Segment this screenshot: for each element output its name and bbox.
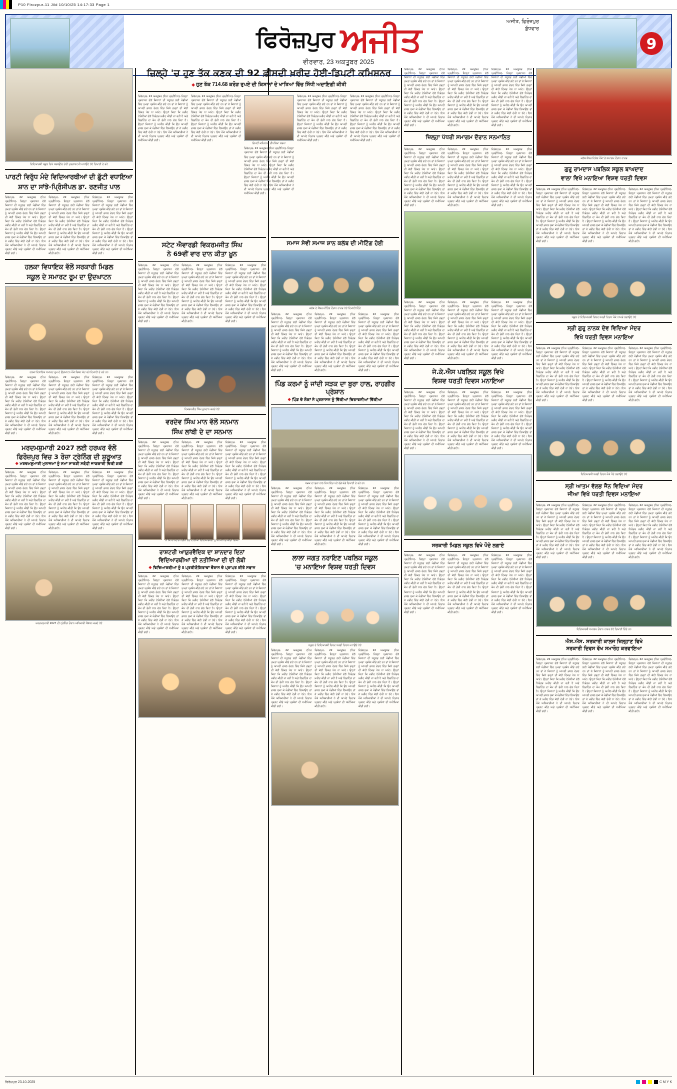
photo-blood-donation bbox=[138, 327, 266, 407]
headline-c3-1: ਸਮਾਜ ਸੇਵੀ ਸਮਾਜ ਸ਼ਾਨ ਕਲੱਬ ਦੀ ਮੀਟਿੰਗ ਹੋਈ bbox=[286, 241, 384, 247]
photo-caption: ਵਿਦਿਆਰਥੀ ਸਕੂਲ ਵਿਖੇ ਸਰਬਉੱਚ ਦੇਵੀ ਦੁਰਗਾਸ਼ਟਮੀ ਮਨਾਉਂਦੇ ਹੋਏ ਦਿਖਾਈ ਦੇ ਰਹੇ bbox=[30, 163, 108, 166]
body-text-c2-h: ਫਿਰੋਜ਼ਪੁਰ, 22 ਅਕਤੂਬਰ (ਨਿਜ ਪ੍ਰਤੀਨਿਧ)- ਜ਼ਿਲ੍ਹਾ ਪ੍ਰਸ਼ਾਸਨ ਵੱਲੋਂ ਕਿਸਾਨਾਂ ਦੀ ਸਹੂਲਤ ਲਈ ਮੰਡੀਆਂ ਵਿੱਚ ਪੁਖਤਾ ਪ੍ਰਬੰਧ ਕੀਤੇ ਗਏ ਹਨ ਤਾਂ ਜੋ ਕਿਸਾਨਾਂ ਨੂੰ ਆਪਣੀ ਫ਼ਸਲ ਵੇਚਣ ਵਿੱਚ ਕਿਸੇ ਤਰ੍ਹਾਂ ਦੀ ਕੋਈ ਦਿੱਕਤ ਪੇਸ਼ ਨਾ ਆਵੇ। ਉਨ੍ਹਾਂ ਕਿਹਾ ਕਿ ਖ਼ਰੀਦ ਏਜੰਸੀਆਂ ਵੱਲੋਂ ਨਿਰੰਤਰ ਖ਼ਰੀਦ ਕੀਤੀ ਜਾ ਰਹੀ ਹੈ ਅਤੇ ਲਿਫ਼ਟਿੰਗ ਦਾ ਕੰਮ ਵੀ ਤੇਜ਼ੀ ਨਾਲ ਚੱਲ ਰਿਹਾ ਹੈ। ਉਨ੍ਹਾਂ ਕਿਸਾਨਾਂ ਨੂੰ ਅਪੀਲ ਕੀਤੀ ਕਿ ਉਹ ਆਪਣੀ ਫ਼ਸਲ ਸੁਕਾ ਕੇ ਮੰਡੀਆਂ ਵਿੱਚ ਲਿਆਉਣ ਤਾਂ ਜੋ ਖ਼ਰੀਦ ਵਿੱਚ ਕੋਈ ਦੇਰੀ ਨਾ ਹੋਵੇ। ਇਸ ਮੌਕੇ ਅਧਿਕਾਰੀਆਂ ਨੇ ਵੀ ਆਪਣੇ ਵਿਚਾਰ ਪ੍ਰਗਟ ਕੀਤੇ ਅਤੇ ਪ੍ਰਬੰਧਾਂ ਦੀ ਸਮੀਖਿਆ ਕੀਤੀ ਗਈ। bbox=[181, 575, 223, 635]
column-rule-4 bbox=[533, 68, 534, 1075]
body-text-c4-h: ਫਿਰੋਜ਼ਪੁਰ, 22 ਅਕਤੂਬਰ (ਨਿਜ ਪ੍ਰਤੀਨਿਧ)- ਜ਼ਿਲ੍ਹਾ ਪ੍ਰਸ਼ਾਸਨ ਵੱਲੋਂ ਕਿਸਾਨਾਂ ਦੀ ਸਹੂਲਤ ਲਈ ਮੰਡੀਆਂ ਵਿੱਚ ਪੁਖਤਾ ਪ੍ਰਬੰਧ ਕੀਤੇ ਗਏ ਹਨ ਤਾਂ ਜੋ ਕਿਸਾਨਾਂ ਨੂੰ ਆਪਣੀ ਫ਼ਸਲ ਵੇਚਣ ਵਿੱਚ ਕਿਸੇ ਤਰ੍ਹਾਂ ਦੀ ਕੋਈ ਦਿੱਕਤ ਪੇਸ਼ ਨਾ ਆਵੇ। ਉਨ੍ਹਾਂ ਕਿਹਾ ਕਿ ਖ਼ਰੀਦ ਏਜੰਸੀਆਂ ਵੱਲੋਂ ਨਿਰੰਤਰ ਖ਼ਰੀਦ ਕੀਤੀ ਜਾ ਰਹੀ ਹੈ ਅਤੇ ਲਿਫ਼ਟਿੰਗ ਦਾ ਕੰਮ ਵੀ ਤੇਜ਼ੀ ਨਾਲ ਚੱਲ ਰਿਹਾ ਹੈ। ਉਨ੍ਹਾਂ ਕਿਸਾਨਾਂ ਨੂੰ ਅਪੀਲ ਕੀਤੀ ਕਿ ਉਹ ਆਪਣੀ ਫ਼ਸਲ ਸੁਕਾ ਕੇ ਮੰਡੀਆਂ ਵਿੱਚ ਲਿਆਉਣ ਤਾਂ ਜੋ ਖ਼ਰੀਦ ਵਿੱਚ ਕੋਈ ਦੇਰੀ ਨਾ ਹੋਵੇ। ਇਸ ਮੌਕੇ ਅਧਿਕਾਰੀਆਂ ਨੇ ਵੀ ਆਪਣੇ ਵਿਚਾਰ ਪ੍ਰਗਟ ਕੀਤੇ ਅਤੇ ਪ੍ਰਬੰਧਾਂ ਦੀ ਸਮੀਖਿਆ ਕੀਤੀ ਗਈ। bbox=[447, 300, 489, 360]
headline-c2-3-bullet: ◆ ਵਿਦਿਆਰਥੀਆਂ ਨੂੰ 8 ਪ੍ਰਤੀਯੋਗਿਤਾਵਾਂ ਦੌਰਾਨ ਦੇ ਪ੍ਰਾਪਤ ਕੀਤੇ ਸਥਾਨ bbox=[148, 565, 256, 571]
body-text-c3-d: ਫਿਰੋਜ਼ਪੁਰ, 22 ਅਕਤੂਬਰ (ਨਿਜ ਪ੍ਰਤੀਨਿਧ)- ਜ਼ਿਲ੍ਹਾ ਪ੍ਰਸ਼ਾਸਨ ਵੱਲੋਂ ਕਿਸਾਨਾਂ ਦੀ ਸਹੂਲਤ ਲਈ ਮੰਡੀਆਂ ਵਿੱਚ ਪੁਖਤਾ ਪ੍ਰਬੰਧ ਕੀਤੇ ਗਏ ਹਨ ਤਾਂ ਜੋ ਕਿਸਾਨਾਂ ਨੂੰ ਆਪਣੀ ਫ਼ਸਲ ਵੇਚਣ ਵਿੱਚ ਕਿਸੇ ਤਰ੍ਹਾਂ ਦੀ ਕੋਈ ਦਿੱਕਤ ਪੇਸ਼ ਨਾ ਆਵੇ। ਉਨ੍ਹਾਂ ਕਿਹਾ ਕਿ ਖ਼ਰੀਦ ਏਜੰਸੀਆਂ ਵੱਲੋਂ ਨਿਰੰਤਰ ਖ਼ਰੀਦ ਕੀਤੀ ਜਾ ਰਹੀ ਹੈ ਅਤੇ ਲਿਫ਼ਟਿੰਗ ਦਾ ਕੰਮ ਵੀ ਤੇਜ਼ੀ ਨਾਲ ਚੱਲ ਰਿਹਾ ਹੈ। ਉਨ੍ਹਾਂ ਕਿਸਾਨਾਂ ਨੂੰ ਅਪੀਲ ਕੀਤੀ ਕਿ ਉਹ ਆਪਣੀ ਫ਼ਸਲ ਸੁਕਾ ਕੇ ਮੰਡੀਆਂ ਵਿੱਚ ਲਿਆਉਣ ਤਾਂ ਜੋ ਖ਼ਰੀਦ ਵਿੱਚ ਕੋਈ ਦੇਰੀ ਨਾ ਹੋਵੇ। ਇਸ ਮੌਕੇ ਅਧਿਕਾਰੀਆਂ ਨੇ ਵੀ ਆਪਣੇ ਵਿਚਾਰ ਪ੍ਰਗਟ ਕੀਤੇ ਅਤੇ ਪ੍ਰਬੰਧਾਂ ਦੀ ਸਮੀਖਿਆ ਕੀਤੀ ਗਈ। bbox=[271, 486, 312, 547]
column-rule-1 bbox=[135, 68, 136, 1075]
body-text-c5-e: ਫਿਰੋਜ਼ਪੁਰ, 22 ਅਕਤੂਬਰ (ਨਿਜ ਪ੍ਰਤੀਨਿਧ)- ਜ਼ਿਲ੍ਹਾ ਪ੍ਰਸ਼ਾਸਨ ਵੱਲੋਂ ਕਿਸਾਨਾਂ ਦੀ ਸਹੂਲਤ ਲਈ ਮੰਡੀਆਂ ਵਿੱਚ ਪੁਖਤਾ ਪ੍ਰਬੰਧ ਕੀਤੇ ਗਏ ਹਨ ਤਾਂ ਜੋ ਕਿਸਾਨਾਂ ਨੂੰ ਆਪਣੀ ਫ਼ਸਲ ਵੇਚਣ ਵਿੱਚ ਕਿਸੇ ਤਰ੍ਹਾਂ ਦੀ ਕੋਈ ਦਿੱਕਤ ਪੇਸ਼ ਨਾ ਆਵੇ। ਉਨ੍ਹਾਂ ਕਿਹਾ ਕਿ ਖ਼ਰੀਦ ਏਜੰਸੀਆਂ ਵੱਲੋਂ ਨਿਰੰਤਰ ਖ਼ਰੀਦ ਕੀਤੀ ਜਾ ਰਹੀ ਹੈ ਅਤੇ ਲਿਫ਼ਟਿੰਗ ਦਾ ਕੰਮ ਵੀ ਤੇਜ਼ੀ ਨਾਲ ਚੱਲ ਰਿਹਾ ਹੈ। ਉਨ੍ਹਾਂ ਕਿਸਾਨਾਂ ਨੂੰ ਅਪੀਲ ਕੀਤੀ ਕਿ ਉਹ ਆਪਣੀ ਫ਼ਸਲ ਸੁਕਾ ਕੇ ਮੰਡੀਆਂ ਵਿੱਚ ਲਿਆਉਣ ਤਾਂ ਜੋ ਖ਼ਰੀਦ ਵਿੱਚ ਕੋਈ ਦੇਰੀ ਨਾ ਹੋਵੇ। ਇਸ ਮੌਕੇ ਅਧਿਕਾਰੀਆਂ ਨੇ ਵੀ ਆਪਣੇ ਵਿਚਾਰ ਪ੍ਰਗਟ ਕੀਤੇ ਅਤੇ ਪ੍ਰਬੰਧਾਂ ਦੀ ਸਮੀਖਿਆ ਕੀਤੀ ਗਈ। bbox=[582, 347, 626, 403]
headline-c5-2b: ਵਿਖੇ ਧਰਤੀ ਦਿਵਸ ਮਨਾਇਆ bbox=[574, 334, 634, 341]
body-text-c2-f: ਫਿਰੋਜ਼ਪੁਰ, 22 ਅਕਤੂਬਰ (ਨਿਜ ਪ੍ਰਤੀਨਿਧ)- ਜ਼ਿਲ੍ਹਾ ਪ੍ਰਸ਼ਾਸਨ ਵੱਲੋਂ ਕਿਸਾਨਾਂ ਦੀ ਸਹੂਲਤ ਲਈ ਮੰਡੀਆਂ ਵਿੱਚ ਪੁਖਤਾ ਪ੍ਰਬੰਧ ਕੀਤੇ ਗਏ ਹਨ ਤਾਂ ਜੋ ਕਿਸਾਨਾਂ ਨੂੰ ਆਪਣੀ ਫ਼ਸਲ ਵੇਚਣ ਵਿੱਚ ਕਿਸੇ ਤਰ੍ਹਾਂ ਦੀ ਕੋਈ ਦਿੱਕਤ ਪੇਸ਼ ਨਾ ਆਵੇ। ਉਨ੍ਹਾਂ ਕਿਹਾ ਕਿ ਖ਼ਰੀਦ ਏਜੰਸੀਆਂ ਵੱਲੋਂ ਨਿਰੰਤਰ ਖ਼ਰੀਦ ਕੀਤੀ ਜਾ ਰਹੀ ਹੈ ਅਤੇ ਲਿਫ਼ਟਿੰਗ ਦਾ ਕੰਮ ਵੀ ਤੇਜ਼ੀ ਨਾਲ ਚੱਲ ਰਿਹਾ ਹੈ। ਉਨ੍ਹਾਂ ਕਿਸਾਨਾਂ ਨੂੰ ਅਪੀਲ ਕੀਤੀ ਕਿ ਉਹ ਆਪਣੀ ਫ਼ਸਲ ਸੁਕਾ ਕੇ ਮੰਡੀਆਂ ਵਿੱਚ ਲਿਆਉਣ ਤਾਂ ਜੋ ਖ਼ਰੀਦ ਵਿੱਚ ਕੋਈ ਦੇਰੀ ਨਾ ਹੋਵੇ। ਇਸ ਮੌਕੇ ਅਧਿਕਾਰੀਆਂ ਨੇ ਵੀ ਆਪਣੇ ਵਿਚਾਰ ਪ੍ਰਗਟ ਕੀਤੇ ਅਤੇ ਪ੍ਰਬੰਧਾਂ ਦੀ ਸਮੀਖਿਆ ਕੀਤੀ ਗਈ। bbox=[225, 440, 266, 501]
body-text-c2-d: ਫਿਰੋਜ਼ਪੁਰ, 22 ਅਕਤੂਬਰ (ਨਿਜ ਪ੍ਰਤੀਨਿਧ)- ਜ਼ਿਲ੍ਹਾ ਪ੍ਰਸ਼ਾਸਨ ਵੱਲੋਂ ਕਿਸਾਨਾਂ ਦੀ ਸਹੂਲਤ ਲਈ ਮੰਡੀਆਂ ਵਿੱਚ ਪੁਖਤਾ ਪ੍ਰਬੰਧ ਕੀਤੇ ਗਏ ਹਨ ਤਾਂ ਜੋ ਕਿਸਾਨਾਂ ਨੂੰ ਆਪਣੀ ਫ਼ਸਲ ਵੇਚਣ ਵਿੱਚ ਕਿਸੇ ਤਰ੍ਹਾਂ ਦੀ ਕੋਈ ਦਿੱਕਤ ਪੇਸ਼ ਨਾ ਆਵੇ। ਉਨ੍ਹਾਂ ਕਿਹਾ ਕਿ ਖ਼ਰੀਦ ਏਜੰਸੀਆਂ ਵੱਲੋਂ ਨਿਰੰਤਰ ਖ਼ਰੀਦ ਕੀਤੀ ਜਾ ਰਹੀ ਹੈ ਅਤੇ ਲਿਫ਼ਟਿੰਗ ਦਾ ਕੰਮ ਵੀ ਤੇਜ਼ੀ ਨਾਲ ਚੱਲ ਰਿਹਾ ਹੈ। ਉਨ੍ਹਾਂ ਕਿਸਾਨਾਂ ਨੂੰ ਅਪੀਲ ਕੀਤੀ ਕਿ ਉਹ ਆਪਣੀ ਫ਼ਸਲ ਸੁਕਾ ਕੇ ਮੰਡੀਆਂ ਵਿੱਚ ਲਿਆਉਣ ਤਾਂ ਜੋ ਖ਼ਰੀਦ ਵਿੱਚ ਕੋਈ ਦੇਰੀ ਨਾ ਹੋਵੇ। ਇਸ ਮੌਕੇ ਅਧਿਕਾਰੀਆਂ ਨੇ ਵੀ ਆਪਣੇ ਵਿਚਾਰ ਪ੍ਰਗਟ ਕੀਤੇ ਅਤੇ ਪ੍ਰਬੰਧਾਂ ਦੀ ਸਮੀਖਿਆ ਕੀਤੀ ਗਈ। bbox=[138, 440, 179, 501]
headline-c1-2b: ਸਕੂਲ ਦੇ ਸਮਾਰਟ ਰੂਮ ਦਾ ਉਦਘਾਟਨ bbox=[26, 272, 112, 281]
body-text-c2-i: ਫਿਰੋਜ਼ਪੁਰ, 22 ਅਕਤੂਬਰ (ਨਿਜ ਪ੍ਰਤੀਨਿਧ)- ਜ਼ਿਲ੍ਹਾ ਪ੍ਰਸ਼ਾਸਨ ਵੱਲੋਂ ਕਿਸਾਨਾਂ ਦੀ ਸਹੂਲਤ ਲਈ ਮੰਡੀਆਂ ਵਿੱਚ ਪੁਖਤਾ ਪ੍ਰਬੰਧ ਕੀਤੇ ਗਏ ਹਨ ਤਾਂ ਜੋ ਕਿਸਾਨਾਂ ਨੂੰ ਆਪਣੀ ਫ਼ਸਲ ਵੇਚਣ ਵਿੱਚ ਕਿਸੇ ਤਰ੍ਹਾਂ ਦੀ ਕੋਈ ਦਿੱਕਤ ਪੇਸ਼ ਨਾ ਆਵੇ। ਉਨ੍ਹਾਂ ਕਿਹਾ ਕਿ ਖ਼ਰੀਦ ਏਜੰਸੀਆਂ ਵੱਲੋਂ ਨਿਰੰਤਰ ਖ਼ਰੀਦ ਕੀਤੀ ਜਾ ਰਹੀ ਹੈ ਅਤੇ ਲਿਫ਼ਟਿੰਗ ਦਾ ਕੰਮ ਵੀ ਤੇਜ਼ੀ ਨਾਲ ਚੱਲ ਰਿਹਾ ਹੈ। ਉਨ੍ਹਾਂ ਕਿਸਾਨਾਂ ਨੂੰ ਅਪੀਲ ਕੀਤੀ ਕਿ ਉਹ ਆਪਣੀ ਫ਼ਸਲ ਸੁਕਾ ਕੇ ਮੰਡੀਆਂ ਵਿੱਚ ਲਿਆਉਣ ਤਾਂ ਜੋ ਖ਼ਰੀਦ ਵਿੱਚ ਕੋਈ ਦੇਰੀ ਨਾ ਹੋਵੇ। ਇਸ ਮੌਕੇ ਅਧਿਕਾਰੀਆਂ ਨੇ ਵੀ ਆਪਣੇ ਵਿਚਾਰ ਪ੍ਰਗਟ ਕੀਤੇ ਅਤੇ ਪ੍ਰਬੰਧਾਂ ਦੀ ਸਮੀਖਿਆ ਕੀਤੀ ਗਈ। bbox=[225, 575, 266, 635]
body-text-c2-a: ਫਿਰੋਜ਼ਪੁਰ, 22 ਅਕਤੂਬਰ (ਨਿਜ ਪ੍ਰਤੀਨਿਧ)- ਜ਼ਿਲ੍ਹਾ ਪ੍ਰਸ਼ਾਸਨ ਵੱਲੋਂ ਕਿਸਾਨਾਂ ਦੀ ਸਹੂਲਤ ਲਈ ਮੰਡੀਆਂ ਵਿੱਚ ਪੁਖਤਾ ਪ੍ਰਬੰਧ ਕੀਤੇ ਗਏ ਹਨ ਤਾਂ ਜੋ ਕਿਸਾਨਾਂ ਨੂੰ ਆਪਣੀ ਫ਼ਸਲ ਵੇਚਣ ਵਿੱਚ ਕਿਸੇ ਤਰ੍ਹਾਂ ਦੀ ਕੋਈ ਦਿੱਕਤ ਪੇਸ਼ ਨਾ ਆਵੇ। ਉਨ੍ਹਾਂ ਕਿਹਾ ਕਿ ਖ਼ਰੀਦ ਏਜੰਸੀਆਂ ਵੱਲੋਂ ਨਿਰੰਤਰ ਖ਼ਰੀਦ ਕੀਤੀ ਜਾ ਰਹੀ ਹੈ ਅਤੇ ਲਿਫ਼ਟਿੰਗ ਦਾ ਕੰਮ ਵੀ ਤੇਜ਼ੀ ਨਾਲ ਚੱਲ ਰਿਹਾ ਹੈ। ਉਨ੍ਹਾਂ ਕਿਸਾਨਾਂ ਨੂੰ ਅਪੀਲ ਕੀਤੀ ਕਿ ਉਹ ਆਪਣੀ ਫ਼ਸਲ ਸੁਕਾ ਕੇ ਮੰਡੀਆਂ ਵਿੱਚ ਲਿਆਉਣ ਤਾਂ ਜੋ ਖ਼ਰੀਦ ਵਿੱਚ ਕੋਈ ਦੇਰੀ ਨਾ ਹੋਵੇ। ਇਸ ਮੌਕੇ ਅਧਿਕਾਰੀਆਂ ਨੇ ਵੀ ਆਪਣੇ ਵਿਚਾਰ ਪ੍ਰਗਟ ਕੀਤੇ ਅਤੇ ਪ੍ਰਬੰਧਾਂ ਦੀ ਸਮੀਖਿਆ ਕੀਤੀ ਗਈ। bbox=[138, 263, 179, 323]
lead-text-d: ਫਿਰੋਜ਼ਪੁਰ, 22 ਅਕਤੂਬਰ (ਨਿਜ ਪ੍ਰਤੀਨਿਧ)- ਜ਼ਿਲ੍ਹਾ ਪ੍ਰਸ਼ਾਸਨ ਵੱਲੋਂ ਕਿਸਾਨਾਂ ਦੀ ਸਹੂਲਤ ਲਈ ਮੰਡੀਆਂ ਵਿੱਚ ਪੁਖਤਾ ਪ੍ਰਬੰਧ ਕੀਤੇ ਗਏ ਹਨ ਤਾਂ ਜੋ ਕਿਸਾਨਾਂ ਨੂੰ ਆਪਣੀ ਫ਼ਸਲ ਵੇਚਣ ਵਿੱਚ ਕਿਸੇ ਤਰ੍ਹਾਂ ਦੀ ਕੋਈ ਦਿੱਕਤ ਪੇਸ਼ ਨਾ ਆਵੇ। ਉਨ੍ਹਾਂ ਕਿਹਾ ਕਿ ਖ਼ਰੀਦ ਏਜੰਸੀਆਂ ਵੱਲੋਂ ਨਿਰੰਤਰ ਖ਼ਰੀਦ ਕੀਤੀ ਜਾ ਰਹੀ ਹੈ ਅਤੇ ਲਿਫ਼ਟਿੰਗ ਦਾ ਕੰਮ ਵੀ ਤੇਜ਼ੀ ਨਾਲ ਚੱਲ ਰਿਹਾ ਹੈ। ਉਨ੍ਹਾਂ ਕਿਸਾਨਾਂ ਨੂੰ ਅਪੀਲ ਕੀਤੀ ਕਿ ਉਹ ਆਪਣੀ ਫ਼ਸਲ ਸੁਕਾ ਕੇ ਮੰਡੀਆਂ ਵਿੱਚ ਲਿਆਉਣ ਤਾਂ ਜੋ ਖ਼ਰੀਦ ਵਿੱਚ ਕੋਈ ਦੇਰੀ ਨਾ ਹੋਵੇ। ਇਸ ਮੌਕੇ ਅਧਿਕਾਰੀਆਂ ਨੇ ਵੀ ਆਪਣੇ ਵਿਚਾਰ ਪ੍ਰਗਟ ਕੀਤੇ ਅਤੇ ਪ੍ਰਬੰਧਾਂ ਦੀ ਸਮੀਖਿਆ ਕੀਤੀ ਗਈ। bbox=[297, 95, 347, 143]
headline-c1-3-bullet: ◆ ਮਰਦਮਸ਼ੁਮਾਰੀ ਮੁਲਾਜ਼ਮਾਂ ਨੂੰ ਸਮਾਂ ਸਾਰਣੀ ਸਬੰਧੀ ਜਾਣਕਾਰੀ ਦਿਤੀ ਗਈ bbox=[15, 461, 123, 467]
lead-headline: ਜ਼ਿਲ੍ਹੇ 'ਚ ਹੁਣ ਤੱਕ ਕਣਕ ਦੀ 92 ਫ਼ੀਸਦੀ ਖ਼ਰੀਦ ਹੋਈ-ਡਿਪਟੀ ਕਮਿਸ਼ਨਰ bbox=[146, 68, 392, 79]
masthead-center bbox=[124, 15, 553, 75]
column-3 bbox=[271, 234, 399, 1075]
photo-row-honoured-students bbox=[138, 504, 266, 538]
lead-subhead: ◆ ਹੁਣ ਤੱਕ 714.68 ਕਰੋੜ ਰੁਪਏ ਦੀ ਕਿਸਾਨਾਂ ਦੇ ਖਾਤਿਆਂ ਵਿੱਚ ਸਿੱਧੀ ਅਦਾਇਗੀ ਕੀਤੀ bbox=[191, 81, 347, 88]
body-text-c5-i: ਫਿਰੋਜ਼ਪੁਰ, 22 ਅਕਤੂਬਰ (ਨਿਜ ਪ੍ਰਤੀਨਿਧ)- ਜ਼ਿਲ੍ਹਾ ਪ੍ਰਸ਼ਾਸਨ ਵੱਲੋਂ ਕਿਸਾਨਾਂ ਦੀ ਸਹੂਲਤ ਲਈ ਮੰਡੀਆਂ ਵਿੱਚ ਪੁਖਤਾ ਪ੍ਰਬੰਧ ਕੀਤੇ ਗਏ ਹਨ ਤਾਂ ਜੋ ਕਿਸਾਨਾਂ ਨੂੰ ਆਪਣੀ ਫ਼ਸਲ ਵੇਚਣ ਵਿੱਚ ਕਿਸੇ ਤਰ੍ਹਾਂ ਦੀ ਕੋਈ ਦਿੱਕਤ ਪੇਸ਼ ਨਾ ਆਵੇ। ਉਨ੍ਹਾਂ ਕਿਹਾ ਕਿ ਖ਼ਰੀਦ ਏਜੰਸੀਆਂ ਵੱਲੋਂ ਨਿਰੰਤਰ ਖ਼ਰੀਦ ਕੀਤੀ ਜਾ ਰਹੀ ਹੈ ਅਤੇ ਲਿਫ਼ਟਿੰਗ ਦਾ ਕੰਮ ਵੀ ਤੇਜ਼ੀ ਨਾਲ ਚੱਲ ਰਿਹਾ ਹੈ। ਉਨ੍ਹਾਂ ਕਿਸਾਨਾਂ ਨੂੰ ਅਪੀਲ ਕੀਤੀ ਕਿ ਉਹ ਆਪਣੀ ਫ਼ਸਲ ਸੁਕਾ ਕੇ ਮੰਡੀਆਂ ਵਿੱਚ ਲਿਆਉਣ ਤਾਂ ਜੋ ਖ਼ਰੀਦ ਵਿੱਚ ਕੋਈ ਦੇਰੀ ਨਾ ਹੋਵੇ। ਇਸ ਮੌਕੇ ਅਧਿਕਾਰੀਆਂ ਨੇ ਵੀ ਆਪਣੇ ਵਿਚਾਰ ਪ੍ਰਗਟ ਕੀਤੇ ਅਤੇ ਪ੍ਰਬੰਧਾਂ ਦੀ ਸਮੀਖਿਆ ਕੀਤੀ ਗਈ। bbox=[628, 504, 672, 560]
photo-caption: ਮਰਦਮਸ਼ੁਮਾਰੀ 2027 ਦੀ ਟ੍ਰੇਨਿੰਗ ਦੌਰਾਨ ਅਧਿਕਾਰੀ ਸੰਬੋਧਨ ਕਰਦੇ ਹੋਏ bbox=[35, 622, 103, 626]
headline-c5-1b: ਵਾਲਾ ਵਿਖੇ ਮਨਾਇਆ ਵਿਸ਼ਵ ਧਰਤੀ ਦਿਵਸ bbox=[560, 175, 648, 182]
body-text-c5-c: ਫਿਰੋਜ਼ਪੁਰ, 22 ਅਕਤੂਬਰ (ਨਿਜ ਪ੍ਰਤੀਨਿਧ)- ਜ਼ਿਲ੍ਹਾ ਪ੍ਰਸ਼ਾਸਨ ਵੱਲੋਂ ਕਿਸਾਨਾਂ ਦੀ ਸਹੂਲਤ ਲਈ ਮੰਡੀਆਂ ਵਿੱਚ ਪੁਖਤਾ ਪ੍ਰਬੰਧ ਕੀਤੇ ਗਏ ਹਨ ਤਾਂ ਜੋ ਕਿਸਾਨਾਂ ਨੂੰ ਆਪਣੀ ਫ਼ਸਲ ਵੇਚਣ ਵਿੱਚ ਕਿਸੇ ਤਰ੍ਹਾਂ ਦੀ ਕੋਈ ਦਿੱਕਤ ਪੇਸ਼ ਨਾ ਆਵੇ। ਉਨ੍ਹਾਂ ਕਿਹਾ ਕਿ ਖ਼ਰੀਦ ਏਜੰਸੀਆਂ ਵੱਲੋਂ ਨਿਰੰਤਰ ਖ਼ਰੀਦ ਕੀਤੀ ਜਾ ਰਹੀ ਹੈ ਅਤੇ ਲਿਫ਼ਟਿੰਗ ਦਾ ਕੰਮ ਵੀ ਤੇਜ਼ੀ ਨਾਲ ਚੱਲ ਰਿਹਾ ਹੈ। ਉਨ੍ਹਾਂ ਕਿਸਾਨਾਂ ਨੂੰ ਅਪੀਲ ਕੀਤੀ ਕਿ ਉਹ ਆਪਣੀ ਫ਼ਸਲ ਸੁਕਾ ਕੇ ਮੰਡੀਆਂ ਵਿੱਚ ਲਿਆਉਣ ਤਾਂ ਜੋ ਖ਼ਰੀਦ ਵਿੱਚ ਕੋਈ ਦੇਰੀ ਨਾ ਹੋਵੇ। ਇਸ ਮੌਕੇ ਅਧਿਕਾਰੀਆਂ ਨੇ ਵੀ ਆਪਣੇ ਵਿਚਾਰ ਪ੍ਰਗਟ ਕੀਤੇ ਅਤੇ ਪ੍ਰਬੰਧਾਂ ਦੀ ਸਮੀਖਿਆ ਕੀਤੀ ਗਈ। bbox=[628, 187, 672, 244]
body-text-c1-a: ਫਿਰੋਜ਼ਪੁਰ, 22 ਅਕਤੂਬਰ (ਨਿਜ ਪ੍ਰਤੀਨਿਧ)- ਜ਼ਿਲ੍ਹਾ ਪ੍ਰਸ਼ਾਸਨ ਵੱਲੋਂ ਕਿਸਾਨਾਂ ਦੀ ਸਹੂਲਤ ਲਈ ਮੰਡੀਆਂ ਵਿੱਚ ਪੁਖਤਾ ਪ੍ਰਬੰਧ ਕੀਤੇ ਗਏ ਹਨ ਤਾਂ ਜੋ ਕਿਸਾਨਾਂ ਨੂੰ ਆਪਣੀ ਫ਼ਸਲ ਵੇਚਣ ਵਿੱਚ ਕਿਸੇ ਤਰ੍ਹਾਂ ਦੀ ਕੋਈ ਦਿੱਕਤ ਪੇਸ਼ ਨਾ ਆਵੇ। ਉਨ੍ਹਾਂ ਕਿਹਾ ਕਿ ਖ਼ਰੀਦ ਏਜੰਸੀਆਂ ਵੱਲੋਂ ਨਿਰੰਤਰ ਖ਼ਰੀਦ ਕੀਤੀ ਜਾ ਰਹੀ ਹੈ ਅਤੇ ਲਿਫ਼ਟਿੰਗ ਦਾ ਕੰਮ ਵੀ ਤੇਜ਼ੀ ਨਾਲ ਚੱਲ ਰਿਹਾ ਹੈ। ਉਨ੍ਹਾਂ ਕਿਸਾਨਾਂ ਨੂੰ ਅਪੀਲ ਕੀਤੀ ਕਿ ਉਹ ਆਪਣੀ ਫ਼ਸਲ ਸੁਕਾ ਕੇ ਮੰਡੀਆਂ ਵਿੱਚ ਲਿਆਉਣ ਤਾਂ ਜੋ ਖ਼ਰੀਦ ਵਿੱਚ ਕੋਈ ਦੇਰੀ ਨਾ ਹੋਵੇ। ਇਸ ਮੌਕੇ ਅਧਿਕਾਰੀਆਂ ਨੇ ਵੀ ਆਪਣੇ ਵਿਚਾਰ ਪ੍ਰਗਟ ਕੀਤੇ ਅਤੇ ਪ੍ਰਬੰਧਾਂ ਦੀ ਸਮੀਖਿਆ ਕੀਤੀ ਗਈ। bbox=[5, 196, 46, 256]
body-text-c4-b: ਫਿਰੋਜ਼ਪੁਰ, 22 ਅਕਤੂਬਰ (ਨਿਜ ਪ੍ਰਤੀਨਿਧ)- ਜ਼ਿਲ੍ਹਾ ਪ੍ਰਸ਼ਾਸਨ ਵੱਲੋਂ ਕਿਸਾਨਾਂ ਦੀ ਸਹੂਲਤ ਲਈ ਮੰਡੀਆਂ ਵਿੱਚ ਪੁਖਤਾ ਪ੍ਰਬੰਧ ਕੀਤੇ ਗਏ ਹਨ ਤਾਂ ਜੋ ਕਿਸਾਨਾਂ ਨੂੰ ਆਪਣੀ ਫ਼ਸਲ ਵੇਚਣ ਵਿੱਚ ਕਿਸੇ ਤਰ੍ਹਾਂ ਦੀ ਕੋਈ ਦਿੱਕਤ ਪੇਸ਼ ਨਾ ਆਵੇ। ਉਨ੍ਹਾਂ ਕਿਹਾ ਕਿ ਖ਼ਰੀਦ ਏਜੰਸੀਆਂ ਵੱਲੋਂ ਨਿਰੰਤਰ ਖ਼ਰੀਦ ਕੀਤੀ ਜਾ ਰਹੀ ਹੈ ਅਤੇ ਲਿਫ਼ਟਿੰਗ ਦਾ ਕੰਮ ਵੀ ਤੇਜ਼ੀ ਨਾਲ ਚੱਲ ਰਿਹਾ ਹੈ। ਉਨ੍ਹਾਂ ਕਿਸਾਨਾਂ ਨੂੰ ਅਪੀਲ ਕੀਤੀ ਕਿ ਉਹ ਆਪਣੀ ਫ਼ਸਲ ਸੁਕਾ ਕੇ ਮੰਡੀਆਂ ਵਿੱਚ ਲਿਆਉਣ ਤਾਂ ਜੋ ਖ਼ਰੀਦ ਵਿੱਚ ਕੋਈ ਦੇਰੀ ਨਾ ਹੋਵੇ। ਇਸ ਮੌਕੇ ਅਧਿਕਾਰੀਆਂ ਨੇ ਵੀ ਆਪਣੇ ਵਿਚਾਰ ਪ੍ਰਗਟ ਕੀਤੇ ਅਤੇ ਪ੍ਰਬੰਧਾਂ ਦੀ ਸਮੀਖਿਆ ਕੀਤੀ ਗਈ। bbox=[447, 68, 489, 128]
headline-c2-1b: ਨੇ 69ਵੀਂ ਵਾਰ ਦਾਨ ਕੀਤਾ ਖ਼ੂਨ bbox=[166, 250, 238, 259]
masthead-photo-right bbox=[577, 18, 637, 72]
body-text-c5-g: ਫਿਰੋਜ਼ਪੁਰ, 22 ਅਕਤੂਬਰ (ਨਿਜ ਪ੍ਰਤੀਨਿਧ)- ਜ਼ਿਲ੍ਹਾ ਪ੍ਰਸ਼ਾਸਨ ਵੱਲੋਂ ਕਿਸਾਨਾਂ ਦੀ ਸਹੂਲਤ ਲਈ ਮੰਡੀਆਂ ਵਿੱਚ ਪੁਖਤਾ ਪ੍ਰਬੰਧ ਕੀਤੇ ਗਏ ਹਨ ਤਾਂ ਜੋ ਕਿਸਾਨਾਂ ਨੂੰ ਆਪਣੀ ਫ਼ਸਲ ਵੇਚਣ ਵਿੱਚ ਕਿਸੇ ਤਰ੍ਹਾਂ ਦੀ ਕੋਈ ਦਿੱਕਤ ਪੇਸ਼ ਨਾ ਆਵੇ। ਉਨ੍ਹਾਂ ਕਿਹਾ ਕਿ ਖ਼ਰੀਦ ਏਜੰਸੀਆਂ ਵੱਲੋਂ ਨਿਰੰਤਰ ਖ਼ਰੀਦ ਕੀਤੀ ਜਾ ਰਹੀ ਹੈ ਅਤੇ ਲਿਫ਼ਟਿੰਗ ਦਾ ਕੰਮ ਵੀ ਤੇਜ਼ੀ ਨਾਲ ਚੱਲ ਰਿਹਾ ਹੈ। ਉਨ੍ਹਾਂ ਕਿਸਾਨਾਂ ਨੂੰ ਅਪੀਲ ਕੀਤੀ ਕਿ ਉਹ ਆਪਣੀ ਫ਼ਸਲ ਸੁਕਾ ਕੇ ਮੰਡੀਆਂ ਵਿੱਚ ਲਿਆਉਣ ਤਾਂ ਜੋ ਖ਼ਰੀਦ ਵਿੱਚ ਕੋਈ ਦੇਰੀ ਨਾ ਹੋਵੇ। ਇਸ ਮੌਕੇ ਅਧਿਕਾਰੀਆਂ ਨੇ ਵੀ ਆਪਣੇ ਵਿਚਾਰ ਪ੍ਰਗਟ ਕੀਤੇ ਅਤੇ ਪ੍ਰਬੰਧਾਂ ਦੀ ਸਮੀਖਿਆ ਕੀਤੀ ਗਈ। bbox=[536, 504, 580, 560]
body-text-c5-d: ਫਿਰੋਜ਼ਪੁਰ, 22 ਅਕਤੂਬਰ (ਨਿਜ ਪ੍ਰਤੀਨਿਧ)- ਜ਼ਿਲ੍ਹਾ ਪ੍ਰਸ਼ਾਸਨ ਵੱਲੋਂ ਕਿਸਾਨਾਂ ਦੀ ਸਹੂਲਤ ਲਈ ਮੰਡੀਆਂ ਵਿੱਚ ਪੁਖਤਾ ਪ੍ਰਬੰਧ ਕੀਤੇ ਗਏ ਹਨ ਤਾਂ ਜੋ ਕਿਸਾਨਾਂ ਨੂੰ ਆਪਣੀ ਫ਼ਸਲ ਵੇਚਣ ਵਿੱਚ ਕਿਸੇ ਤਰ੍ਹਾਂ ਦੀ ਕੋਈ ਦਿੱਕਤ ਪੇਸ਼ ਨਾ ਆਵੇ। ਉਨ੍ਹਾਂ ਕਿਹਾ ਕਿ ਖ਼ਰੀਦ ਏਜੰਸੀਆਂ ਵੱਲੋਂ ਨਿਰੰਤਰ ਖ਼ਰੀਦ ਕੀਤੀ ਜਾ ਰਹੀ ਹੈ ਅਤੇ ਲਿਫ਼ਟਿੰਗ ਦਾ ਕੰਮ ਵੀ ਤੇਜ਼ੀ ਨਾਲ ਚੱਲ ਰਿਹਾ ਹੈ। ਉਨ੍ਹਾਂ ਕਿਸਾਨਾਂ ਨੂੰ ਅਪੀਲ ਕੀਤੀ ਕਿ ਉਹ ਆਪਣੀ ਫ਼ਸਲ ਸੁਕਾ ਕੇ ਮੰਡੀਆਂ ਵਿੱਚ ਲਿਆਉਣ ਤਾਂ ਜੋ ਖ਼ਰੀਦ ਵਿੱਚ ਕੋਈ ਦੇਰੀ ਨਾ ਹੋਵੇ। ਇਸ ਮੌਕੇ ਅਧਿਕਾਰੀਆਂ ਨੇ ਵੀ ਆਪਣੇ ਵਿਚਾਰ ਪ੍ਰਗਟ ਕੀਤੇ ਅਤੇ ਪ੍ਰਬੰਧਾਂ ਦੀ ਸਮੀਖਿਆ ਕੀਤੀ ਗਈ। bbox=[536, 347, 580, 403]
body-text-c3-h: ਫਿਰੋਜ਼ਪੁਰ, 22 ਅਕਤੂਬਰ (ਨਿਜ ਪ੍ਰਤੀਨਿਧ)- ਜ਼ਿਲ੍ਹਾ ਪ੍ਰਸ਼ਾਸਨ ਵੱਲੋਂ ਕਿਸਾਨਾਂ ਦੀ ਸਹੂਲਤ ਲਈ ਮੰਡੀਆਂ ਵਿੱਚ ਪੁਖਤਾ ਪ੍ਰਬੰਧ ਕੀਤੇ ਗਏ ਹਨ ਤਾਂ ਜੋ ਕਿਸਾਨਾਂ ਨੂੰ ਆਪਣੀ ਫ਼ਸਲ ਵੇਚਣ ਵਿੱਚ ਕਿਸੇ ਤਰ੍ਹਾਂ ਦੀ ਕੋਈ ਦਿੱਕਤ ਪੇਸ਼ ਨਾ ਆਵੇ। ਉਨ੍ਹਾਂ ਕਿਹਾ ਕਿ ਖ਼ਰੀਦ ਏਜੰਸੀਆਂ ਵੱਲੋਂ ਨਿਰੰਤਰ ਖ਼ਰੀਦ ਕੀਤੀ ਜਾ ਰਹੀ ਹੈ ਅਤੇ ਲਿਫ਼ਟਿੰਗ ਦਾ ਕੰਮ ਵੀ ਤੇਜ਼ੀ ਨਾਲ ਚੱਲ ਰਿਹਾ ਹੈ। ਉਨ੍ਹਾਂ ਕਿਸਾਨਾਂ ਨੂੰ ਅਪੀਲ ਕੀਤੀ ਕਿ ਉਹ ਆਪਣੀ ਫ਼ਸਲ ਸੁਕਾ ਕੇ ਮੰਡੀਆਂ ਵਿੱਚ ਲਿਆਉਣ ਤਾਂ ਜੋ ਖ਼ਰੀਦ ਵਿੱਚ ਕੋਈ ਦੇਰੀ ਨਾ ਹੋਵੇ। ਇਸ ਮੌਕੇ ਅਧਿਕਾਰੀਆਂ ਨੇ ਵੀ ਆਪਣੇ ਵਿਚਾਰ ਪ੍ਰਗਟ ਕੀਤੇ ਅਤੇ ਪ੍ਰਬੰਧਾਂ ਦੀ ਸਮੀਖਿਆ ਕੀਤੀ ਗਈ। bbox=[314, 649, 356, 709]
photo-caption: ਕਲੱਬ ਮੈਂਬਰ ਵਿਸ਼ੇਸ਼ ਮੌਕੇ 'ਤੇ ਸਮਾਗਮ ਦੌਰਾਨ ਹਾਜ਼ਰ bbox=[580, 157, 628, 160]
photo-caption: ਹਲਕਾ ਵਿਧਾਇਕ ਸਮਾਰਟ ਰੂਮ ਦੇ ਉਦਘਾਟਨ ਮੌਕੇ ਰਿਬਨ ਕੱਟ ਰਹੇ ਦਿਖਾਈ ਦੇ ਰਹੇ ਹਨ bbox=[29, 370, 109, 374]
body-text-c1-g: ਫਿਰੋਜ਼ਪੁਰ, 22 ਅਕਤੂਬਰ (ਨਿਜ ਪ੍ਰਤੀਨਿਧ)- ਜ਼ਿਲ੍ਹਾ ਪ੍ਰਸ਼ਾਸਨ ਵੱਲੋਂ ਕਿਸਾਨਾਂ ਦੀ ਸਹੂਲਤ ਲਈ ਮੰਡੀਆਂ ਵਿੱਚ ਪੁਖਤਾ ਪ੍ਰਬੰਧ ਕੀਤੇ ਗਏ ਹਨ ਤਾਂ ਜੋ ਕਿਸਾਨਾਂ ਨੂੰ ਆਪਣੀ ਫ਼ਸਲ ਵੇਚਣ ਵਿੱਚ ਕਿਸੇ ਤਰ੍ਹਾਂ ਦੀ ਕੋਈ ਦਿੱਕਤ ਪੇਸ਼ ਨਾ ਆਵੇ। ਉਨ੍ਹਾਂ ਕਿਹਾ ਕਿ ਖ਼ਰੀਦ ਏਜੰਸੀਆਂ ਵੱਲੋਂ ਨਿਰੰਤਰ ਖ਼ਰੀਦ ਕੀਤੀ ਜਾ ਰਹੀ ਹੈ ਅਤੇ ਲਿਫ਼ਟਿੰਗ ਦਾ ਕੰਮ ਵੀ ਤੇਜ਼ੀ ਨਾਲ ਚੱਲ ਰਿਹਾ ਹੈ। ਉਨ੍ਹਾਂ ਕਿਸਾਨਾਂ ਨੂੰ ਅਪੀਲ ਕੀਤੀ ਕਿ ਉਹ ਆਪਣੀ ਫ਼ਸਲ ਸੁਕਾ ਕੇ ਮੰਡੀਆਂ ਵਿੱਚ ਲਿਆਉਣ ਤਾਂ ਜੋ ਖ਼ਰੀਦ ਵਿੱਚ ਕੋਈ ਦੇਰੀ ਨਾ ਹੋਵੇ। ਇਸ ਮੌਕੇ ਅਧਿਕਾਰੀਆਂ ਨੇ ਵੀ ਆਪਣੇ ਵਿਚਾਰ ਪ੍ਰਗਟ ਕੀਤੇ ਅਤੇ ਪ੍ਰਬੰਧਾਂ ਦੀ ਸਮੀਖਿਆ ਕੀਤੀ ਗਈ। bbox=[5, 471, 46, 531]
masthead-edition-line: ਅਜੀਤ, ਫਿਰੋਜ਼ਪੁਰ ਬੁੱਧਵਾਰ bbox=[506, 19, 539, 32]
body-text-c3-c: ਫਿਰੋਜ਼ਪੁਰ, 22 ਅਕਤੂਬਰ (ਨਿਜ ਪ੍ਰਤੀਨਿਧ)- ਜ਼ਿਲ੍ਹਾ ਪ੍ਰਸ਼ਾਸਨ ਵੱਲੋਂ ਕਿਸਾਨਾਂ ਦੀ ਸਹੂਲਤ ਲਈ ਮੰਡੀਆਂ ਵਿੱਚ ਪੁਖਤਾ ਪ੍ਰਬੰਧ ਕੀਤੇ ਗਏ ਹਨ ਤਾਂ ਜੋ ਕਿਸਾਨਾਂ ਨੂੰ ਆਪਣੀ ਫ਼ਸਲ ਵੇਚਣ ਵਿੱਚ ਕਿਸੇ ਤਰ੍ਹਾਂ ਦੀ ਕੋਈ ਦਿੱਕਤ ਪੇਸ਼ ਨਾ ਆਵੇ। ਉਨ੍ਹਾਂ ਕਿਹਾ ਕਿ ਖ਼ਰੀਦ ਏਜੰਸੀਆਂ ਵੱਲੋਂ ਨਿਰੰਤਰ ਖ਼ਰੀਦ ਕੀਤੀ ਜਾ ਰਹੀ ਹੈ ਅਤੇ ਲਿਫ਼ਟਿੰਗ ਦਾ ਕੰਮ ਵੀ ਤੇਜ਼ੀ ਨਾਲ ਚੱਲ ਰਿਹਾ ਹੈ। ਉਨ੍ਹਾਂ ਕਿਸਾਨਾਂ ਨੂੰ ਅਪੀਲ ਕੀਤੀ ਕਿ ਉਹ ਆਪਣੀ ਫ਼ਸਲ ਸੁਕਾ ਕੇ ਮੰਡੀਆਂ ਵਿੱਚ ਲਿਆਉਣ ਤਾਂ ਜੋ ਖ਼ਰੀਦ ਵਿੱਚ ਕੋਈ ਦੇਰੀ ਨਾ ਹੋਵੇ। ਇਸ ਮੌਕੇ ਅਧਿਕਾਰੀਆਂ ਨੇ ਵੀ ਆਪਣੇ ਵਿਚਾਰ ਪ੍ਰਗਟ ਕੀਤੇ ਅਤੇ ਪ੍ਰਬੰਧਾਂ ਦੀ ਸਮੀਖਿਆ ਕੀਤੀ ਗਈ। bbox=[358, 312, 399, 372]
masthead-date: ਵੀਰਵਾਰ, 23 ਅਕਤੂਬਰ 2025 bbox=[302, 59, 375, 66]
body-text-c5-a: ਫਿਰੋਜ਼ਪੁਰ, 22 ਅਕਤੂਬਰ (ਨਿਜ ਪ੍ਰਤੀਨਿਧ)- ਜ਼ਿਲ੍ਹਾ ਪ੍ਰਸ਼ਾਸਨ ਵੱਲੋਂ ਕਿਸਾਨਾਂ ਦੀ ਸਹੂਲਤ ਲਈ ਮੰਡੀਆਂ ਵਿੱਚ ਪੁਖਤਾ ਪ੍ਰਬੰਧ ਕੀਤੇ ਗਏ ਹਨ ਤਾਂ ਜੋ ਕਿਸਾਨਾਂ ਨੂੰ ਆਪਣੀ ਫ਼ਸਲ ਵੇਚਣ ਵਿੱਚ ਕਿਸੇ ਤਰ੍ਹਾਂ ਦੀ ਕੋਈ ਦਿੱਕਤ ਪੇਸ਼ ਨਾ ਆਵੇ। ਉਨ੍ਹਾਂ ਕਿਹਾ ਕਿ ਖ਼ਰੀਦ ਏਜੰਸੀਆਂ ਵੱਲੋਂ ਨਿਰੰਤਰ ਖ਼ਰੀਦ ਕੀਤੀ ਜਾ ਰਹੀ ਹੈ ਅਤੇ ਲਿਫ਼ਟਿੰਗ ਦਾ ਕੰਮ ਵੀ ਤੇਜ਼ੀ ਨਾਲ ਚੱਲ ਰਿਹਾ ਹੈ। ਉਨ੍ਹਾਂ ਕਿਸਾਨਾਂ ਨੂੰ ਅਪੀਲ ਕੀਤੀ ਕਿ ਉਹ ਆਪਣੀ ਫ਼ਸਲ ਸੁਕਾ ਕੇ ਮੰਡੀਆਂ ਵਿੱਚ ਲਿਆਉਣ ਤਾਂ ਜੋ ਖ਼ਰੀਦ ਵਿੱਚ ਕੋਈ ਦੇਰੀ ਨਾ ਹੋਵੇ। ਇਸ ਮੌਕੇ ਅਧਿਕਾਰੀਆਂ ਨੇ ਵੀ ਆਪਣੇ ਵਿਚਾਰ ਪ੍ਰਗਟ ਕੀਤੇ ਅਤੇ ਪ੍ਰਬੰਧਾਂ ਦੀ ਸਮੀਖਿਆ ਕੀਤੀ ਗਈ। bbox=[536, 187, 580, 244]
body-text-c4-m: ਫਿਰੋਜ਼ਪੁਰ, 22 ਅਕਤੂਬਰ (ਨਿਜ ਪ੍ਰਤੀਨਿਧ)- ਜ਼ਿਲ੍ਹਾ ਪ੍ਰਸ਼ਾਸਨ ਵੱਲੋਂ ਕਿਸਾਨਾਂ ਦੀ ਸਹੂਲਤ ਲਈ ਮੰਡੀਆਂ ਵਿੱਚ ਪੁਖਤਾ ਪ੍ਰਬੰਧ ਕੀਤੇ ਗਏ ਹਨ ਤਾਂ ਜੋ ਕਿਸਾਨਾਂ ਨੂੰ ਆਪਣੀ ਫ਼ਸਲ ਵੇਚਣ ਵਿੱਚ ਕਿਸੇ ਤਰ੍ਹਾਂ ਦੀ ਕੋਈ ਦਿੱਕਤ ਪੇਸ਼ ਨਾ ਆਵੇ। ਉਨ੍ਹਾਂ ਕਿਹਾ ਕਿ ਖ਼ਰੀਦ ਏਜੰਸੀਆਂ ਵੱਲੋਂ ਨਿਰੰਤਰ ਖ਼ਰੀਦ ਕੀਤੀ ਜਾ ਰਹੀ ਹੈ ਅਤੇ ਲਿਫ਼ਟਿੰਗ ਦਾ ਕੰਮ ਵੀ ਤੇਜ਼ੀ ਨਾਲ ਚੱਲ ਰਿਹਾ ਹੈ। ਉਨ੍ਹਾਂ ਕਿਸਾਨਾਂ ਨੂੰ ਅਪੀਲ ਕੀਤੀ ਕਿ ਉਹ ਆਪਣੀ ਫ਼ਸਲ ਸੁਕਾ ਕੇ ਮੰਡੀਆਂ ਵਿੱਚ ਲਿਆਉਣ ਤਾਂ ਜੋ ਖ਼ਰੀਦ ਵਿੱਚ ਕੋਈ ਦੇਰੀ ਨਾ ਹੋਵੇ। ਇਸ ਮੌਕੇ ਅਧਿਕਾਰੀਆਂ ਨੇ ਵੀ ਆਪਣੇ ਵਿਚਾਰ ਪ੍ਰਗਟ ਕੀਤੇ ਅਤੇ ਪ੍ਰਬੰਧਾਂ ਦੀ ਸਮੀਖਿਆ ਕੀਤੀ ਗਈ। bbox=[404, 554, 445, 614]
headline-c3-3b: 'ਚ ਮਨਾਇਆ ਵਿਸ਼ਵ ਧਰਤੀ ਦਿਵਸ bbox=[294, 563, 376, 572]
body-text-c4-o: ਫਿਰੋਜ਼ਪੁਰ, 22 ਅਕਤੂਬਰ (ਨਿਜ ਪ੍ਰਤੀਨਿਧ)- ਜ਼ਿਲ੍ਹਾ ਪ੍ਰਸ਼ਾਸਨ ਵੱਲੋਂ ਕਿਸਾਨਾਂ ਦੀ ਸਹੂਲਤ ਲਈ ਮੰਡੀਆਂ ਵਿੱਚ ਪੁਖਤਾ ਪ੍ਰਬੰਧ ਕੀਤੇ ਗਏ ਹਨ ਤਾਂ ਜੋ ਕਿਸਾਨਾਂ ਨੂੰ ਆਪਣੀ ਫ਼ਸਲ ਵੇਚਣ ਵਿੱਚ ਕਿਸੇ ਤਰ੍ਹਾਂ ਦੀ ਕੋਈ ਦਿੱਕਤ ਪੇਸ਼ ਨਾ ਆਵੇ। ਉਨ੍ਹਾਂ ਕਿਹਾ ਕਿ ਖ਼ਰੀਦ ਏਜੰਸੀਆਂ ਵੱਲੋਂ ਨਿਰੰਤਰ ਖ਼ਰੀਦ ਕੀਤੀ ਜਾ ਰਹੀ ਹੈ ਅਤੇ ਲਿਫ਼ਟਿੰਗ ਦਾ ਕੰਮ ਵੀ ਤੇਜ਼ੀ ਨਾਲ ਚੱਲ ਰਿਹਾ ਹੈ। ਉਨ੍ਹਾਂ ਕਿਸਾਨਾਂ ਨੂੰ ਅਪੀਲ ਕੀਤੀ ਕਿ ਉਹ ਆਪਣੀ ਫ਼ਸਲ ਸੁਕਾ ਕੇ ਮੰਡੀਆਂ ਵਿੱਚ ਲਿਆਉਣ ਤਾਂ ਜੋ ਖ਼ਰੀਦ ਵਿੱਚ ਕੋਈ ਦੇਰੀ ਨਾ ਹੋਵੇ। ਇਸ ਮੌਕੇ ਅਧਿਕਾਰੀਆਂ ਨੇ ਵੀ ਆਪਣੇ ਵਿਚਾਰ ਪ੍ਰਗਟ ਕੀਤੇ ਅਤੇ ਪ੍ਰਬੰਧਾਂ ਦੀ ਸਮੀਖਿਆ ਕੀਤੀ ਗਈ। bbox=[491, 554, 532, 614]
lead-text-a: ਫਿਰੋਜ਼ਪੁਰ, 22 ਅਕਤੂਬਰ (ਨਿਜ ਪ੍ਰਤੀਨਿਧ)- ਜ਼ਿਲ੍ਹਾ ਪ੍ਰਸ਼ਾਸਨ ਵੱਲੋਂ ਕਿਸਾਨਾਂ ਦੀ ਸਹੂਲਤ ਲਈ ਮੰਡੀਆਂ ਵਿੱਚ ਪੁਖਤਾ ਪ੍ਰਬੰਧ ਕੀਤੇ ਗਏ ਹਨ ਤਾਂ ਜੋ ਕਿਸਾਨਾਂ ਨੂੰ ਆਪਣੀ ਫ਼ਸਲ ਵੇਚਣ ਵਿੱਚ ਕਿਸੇ ਤਰ੍ਹਾਂ ਦੀ ਕੋਈ ਦਿੱਕਤ ਪੇਸ਼ ਨਾ ਆਵੇ। ਉਨ੍ਹਾਂ ਕਿਹਾ ਕਿ ਖ਼ਰੀਦ ਏਜੰਸੀਆਂ ਵੱਲੋਂ ਨਿਰੰਤਰ ਖ਼ਰੀਦ ਕੀਤੀ ਜਾ ਰਹੀ ਹੈ ਅਤੇ ਲਿਫ਼ਟਿੰਗ ਦਾ ਕੰਮ ਵੀ ਤੇਜ਼ੀ ਨਾਲ ਚੱਲ ਰਿਹਾ ਹੈ। ਉਨ੍ਹਾਂ ਕਿਸਾਨਾਂ ਨੂੰ ਅਪੀਲ ਕੀਤੀ ਕਿ ਉਹ ਆਪਣੀ ਫ਼ਸਲ ਸੁਕਾ ਕੇ ਮੰਡੀਆਂ ਵਿੱਚ ਲਿਆਉਣ ਤਾਂ ਜੋ ਖ਼ਰੀਦ ਵਿੱਚ ਕੋਈ ਦੇਰੀ ਨਾ ਹੋਵੇ। ਇਸ ਮੌਕੇ ਅਧਿਕਾਰੀਆਂ ਨੇ ਵੀ ਆਪਣੇ ਵਿਚਾਰ ਪ੍ਰਗਟ ਕੀਤੇ ਅਤੇ ਪ੍ਰਬੰਧਾਂ ਦੀ ਸਮੀਖਿਆ ਕੀਤੀ ਗਈ। bbox=[138, 95, 188, 143]
photo-jain-vidya-mandir bbox=[536, 563, 672, 627]
photo-caption: ਸਕੂਲ ਦੇ ਵਿਦਿਆਰਥੀ ਵਿਸ਼ਵ ਧਰਤੀ ਦਿਵਸ ਮਨਾਉਂਦੇ ਹੋਏ bbox=[308, 643, 362, 647]
body-text-c3-g: ਫਿਰੋਜ਼ਪੁਰ, 22 ਅਕਤੂਬਰ (ਨਿਜ ਪ੍ਰਤੀਨਿਧ)- ਜ਼ਿਲ੍ਹਾ ਪ੍ਰਸ਼ਾਸਨ ਵੱਲੋਂ ਕਿਸਾਨਾਂ ਦੀ ਸਹੂਲਤ ਲਈ ਮੰਡੀਆਂ ਵਿੱਚ ਪੁਖਤਾ ਪ੍ਰਬੰਧ ਕੀਤੇ ਗਏ ਹਨ ਤਾਂ ਜੋ ਕਿਸਾਨਾਂ ਨੂੰ ਆਪਣੀ ਫ਼ਸਲ ਵੇਚਣ ਵਿੱਚ ਕਿਸੇ ਤਰ੍ਹਾਂ ਦੀ ਕੋਈ ਦਿੱਕਤ ਪੇਸ਼ ਨਾ ਆਵੇ। ਉਨ੍ਹਾਂ ਕਿਹਾ ਕਿ ਖ਼ਰੀਦ ਏਜੰਸੀਆਂ ਵੱਲੋਂ ਨਿਰੰਤਰ ਖ਼ਰੀਦ ਕੀਤੀ ਜਾ ਰਹੀ ਹੈ ਅਤੇ ਲਿਫ਼ਟਿੰਗ ਦਾ ਕੰਮ ਵੀ ਤੇਜ਼ੀ ਨਾਲ ਚੱਲ ਰਿਹਾ ਹੈ। ਉਨ੍ਹਾਂ ਕਿਸਾਨਾਂ ਨੂੰ ਅਪੀਲ ਕੀਤੀ ਕਿ ਉਹ ਆਪਣੀ ਫ਼ਸਲ ਸੁਕਾ ਕੇ ਮੰਡੀਆਂ ਵਿੱਚ ਲਿਆਉਣ ਤਾਂ ਜੋ ਖ਼ਰੀਦ ਵਿੱਚ ਕੋਈ ਦੇਰੀ ਨਾ ਹੋਵੇ। ਇਸ ਮੌਕੇ ਅਧਿਕਾਰੀਆਂ ਨੇ ਵੀ ਆਪਣੇ ਵਿਚਾਰ ਪ੍ਰਗਟ ਕੀਤੇ ਅਤੇ ਪ੍ਰਬੰਧਾਂ ਦੀ ਸਮੀਖਿਆ ਕੀਤੀ ਗਈ। bbox=[271, 649, 312, 709]
headline-c5-1: ਗੁਰੂ ਰਾਮਦਾਸ ਪਬਲਿਕ ਸਕੂਲ ਬਾਘਦਾਦ bbox=[564, 167, 644, 174]
photo-caption: ਜੋ ਕਿ ਸ਼ਾਨਦਾਰ ਨਤੀਜੇ ਦੇਣ ਵਾਲੀਆਂ ਵਿਦਿਆਰਥਣਾਂ ਨੂੰ ਸਨਮਾਨਿਤ ਕੀਤਾ ਗਿਆ bbox=[165, 539, 239, 543]
body-text-c2-b: ਫਿਰੋਜ਼ਪੁਰ, 22 ਅਕਤੂਬਰ (ਨਿਜ ਪ੍ਰਤੀਨਿਧ)- ਜ਼ਿਲ੍ਹਾ ਪ੍ਰਸ਼ਾਸਨ ਵੱਲੋਂ ਕਿਸਾਨਾਂ ਦੀ ਸਹੂਲਤ ਲਈ ਮੰਡੀਆਂ ਵਿੱਚ ਪੁਖਤਾ ਪ੍ਰਬੰਧ ਕੀਤੇ ਗਏ ਹਨ ਤਾਂ ਜੋ ਕਿਸਾਨਾਂ ਨੂੰ ਆਪਣੀ ਫ਼ਸਲ ਵੇਚਣ ਵਿੱਚ ਕਿਸੇ ਤਰ੍ਹਾਂ ਦੀ ਕੋਈ ਦਿੱਕਤ ਪੇਸ਼ ਨਾ ਆਵੇ। ਉਨ੍ਹਾਂ ਕਿਹਾ ਕਿ ਖ਼ਰੀਦ ਏਜੰਸੀਆਂ ਵੱਲੋਂ ਨਿਰੰਤਰ ਖ਼ਰੀਦ ਕੀਤੀ ਜਾ ਰਹੀ ਹੈ ਅਤੇ ਲਿਫ਼ਟਿੰਗ ਦਾ ਕੰਮ ਵੀ ਤੇਜ਼ੀ ਨਾਲ ਚੱਲ ਰਿਹਾ ਹੈ। ਉਨ੍ਹਾਂ ਕਿਸਾਨਾਂ ਨੂੰ ਅਪੀਲ ਕੀਤੀ ਕਿ ਉਹ ਆਪਣੀ ਫ਼ਸਲ ਸੁਕਾ ਕੇ ਮੰਡੀਆਂ ਵਿੱਚ ਲਿਆਉਣ ਤਾਂ ਜੋ ਖ਼ਰੀਦ ਵਿੱਚ ਕੋਈ ਦੇਰੀ ਨਾ ਹੋਵੇ। ਇਸ ਮੌਕੇ ਅਧਿਕਾਰੀਆਂ ਨੇ ਵੀ ਆਪਣੇ ਵਿਚਾਰ ਪ੍ਰਗਟ ਕੀਤੇ ਅਤੇ ਪ੍ਰਬੰਧਾਂ ਦੀ ਸਮੀਖਿਆ ਕੀਤੀ ਗਈ। bbox=[181, 263, 223, 323]
student-portrait bbox=[242, 504, 266, 540]
page-body bbox=[5, 68, 672, 1075]
body-text-c5-f: ਫਿਰੋਜ਼ਪੁਰ, 22 ਅਕਤੂਬਰ (ਨਿਜ ਪ੍ਰਤੀਨਿਧ)- ਜ਼ਿਲ੍ਹਾ ਪ੍ਰਸ਼ਾਸਨ ਵੱਲੋਂ ਕਿਸਾਨਾਂ ਦੀ ਸਹੂਲਤ ਲਈ ਮੰਡੀਆਂ ਵਿੱਚ ਪੁਖਤਾ ਪ੍ਰਬੰਧ ਕੀਤੇ ਗਏ ਹਨ ਤਾਂ ਜੋ ਕਿਸਾਨਾਂ ਨੂੰ ਆਪਣੀ ਫ਼ਸਲ ਵੇਚਣ ਵਿੱਚ ਕਿਸੇ ਤਰ੍ਹਾਂ ਦੀ ਕੋਈ ਦਿੱਕਤ ਪੇਸ਼ ਨਾ ਆਵੇ। ਉਨ੍ਹਾਂ ਕਿਹਾ ਕਿ ਖ਼ਰੀਦ ਏਜੰਸੀਆਂ ਵੱਲੋਂ ਨਿਰੰਤਰ ਖ਼ਰੀਦ ਕੀਤੀ ਜਾ ਰਹੀ ਹੈ ਅਤੇ ਲਿਫ਼ਟਿੰਗ ਦਾ ਕੰਮ ਵੀ ਤੇਜ਼ੀ ਨਾਲ ਚੱਲ ਰਿਹਾ ਹੈ। ਉਨ੍ਹਾਂ ਕਿਸਾਨਾਂ ਨੂੰ ਅਪੀਲ ਕੀਤੀ ਕਿ ਉਹ ਆਪਣੀ ਫ਼ਸਲ ਸੁਕਾ ਕੇ ਮੰਡੀਆਂ ਵਿੱਚ ਲਿਆਉਣ ਤਾਂ ਜੋ ਖ਼ਰੀਦ ਵਿੱਚ ਕੋਈ ਦੇਰੀ ਨਾ ਹੋਵੇ। ਇਸ ਮੌਕੇ ਅਧਿਕਾਰੀਆਂ ਨੇ ਵੀ ਆਪਣੇ ਵਿਚਾਰ ਪ੍ਰਗਟ ਕੀਤੇ ਅਤੇ ਪ੍ਰਬੰਧਾਂ ਦੀ ਸਮੀਖਿਆ ਕੀਤੀ ਗਈ। bbox=[628, 347, 672, 403]
photo-caption: ਸਕੂਲ ਦੇ ਵਿਦਿਆਰਥੀ ਵਿਸ਼ਵ ਧਰਤੀ ਦਿਵਸ ਮੌਕੇ ਨਾਅਰੇ ਲਗਾਉਂਦੇ ਹੋਏ bbox=[571, 316, 637, 320]
body-text-c1-h: ਫਿਰੋਜ਼ਪੁਰ, 22 ਅਕਤੂਬਰ (ਨਿਜ ਪ੍ਰਤੀਨਿਧ)- ਜ਼ਿਲ੍ਹਾ ਪ੍ਰਸ਼ਾਸਨ ਵੱਲੋਂ ਕਿਸਾਨਾਂ ਦੀ ਸਹੂਲਤ ਲਈ ਮੰਡੀਆਂ ਵਿੱਚ ਪੁਖਤਾ ਪ੍ਰਬੰਧ ਕੀਤੇ ਗਏ ਹਨ ਤਾਂ ਜੋ ਕਿਸਾਨਾਂ ਨੂੰ ਆਪਣੀ ਫ਼ਸਲ ਵੇਚਣ ਵਿੱਚ ਕਿਸੇ ਤਰ੍ਹਾਂ ਦੀ ਕੋਈ ਦਿੱਕਤ ਪੇਸ਼ ਨਾ ਆਵੇ। ਉਨ੍ਹਾਂ ਕਿਹਾ ਕਿ ਖ਼ਰੀਦ ਏਜੰਸੀਆਂ ਵੱਲੋਂ ਨਿਰੰਤਰ ਖ਼ਰੀਦ ਕੀਤੀ ਜਾ ਰਹੀ ਹੈ ਅਤੇ ਲਿਫ਼ਟਿੰਗ ਦਾ ਕੰਮ ਵੀ ਤੇਜ਼ੀ ਨਾਲ ਚੱਲ ਰਿਹਾ ਹੈ। ਉਨ੍ਹਾਂ ਕਿਸਾਨਾਂ ਨੂੰ ਅਪੀਲ ਕੀਤੀ ਕਿ ਉਹ ਆਪਣੀ ਫ਼ਸਲ ਸੁਕਾ ਕੇ ਮੰਡੀਆਂ ਵਿੱਚ ਲਿਆਉਣ ਤਾਂ ਜੋ ਖ਼ਰੀਦ ਵਿੱਚ ਕੋਈ ਦੇਰੀ ਨਾ ਹੋਵੇ। ਇਸ ਮੌਕੇ ਅਧਿਕਾਰੀਆਂ ਨੇ ਵੀ ਆਪਣੇ ਵਿਚਾਰ ਪ੍ਰਗਟ ਕੀਤੇ ਅਤੇ ਪ੍ਰਬੰਧਾਂ ਦੀ ਸਮੀਖਿਆ ਕੀਤੀ ਗਈ। bbox=[48, 471, 90, 531]
body-text-c4-n: ਫਿਰੋਜ਼ਪੁਰ, 22 ਅਕਤੂਬਰ (ਨਿਜ ਪ੍ਰਤੀਨਿਧ)- ਜ਼ਿਲ੍ਹਾ ਪ੍ਰਸ਼ਾਸਨ ਵੱਲੋਂ ਕਿਸਾਨਾਂ ਦੀ ਸਹੂਲਤ ਲਈ ਮੰਡੀਆਂ ਵਿੱਚ ਪੁਖਤਾ ਪ੍ਰਬੰਧ ਕੀਤੇ ਗਏ ਹਨ ਤਾਂ ਜੋ ਕਿਸਾਨਾਂ ਨੂੰ ਆਪਣੀ ਫ਼ਸਲ ਵੇਚਣ ਵਿੱਚ ਕਿਸੇ ਤਰ੍ਹਾਂ ਦੀ ਕੋਈ ਦਿੱਕਤ ਪੇਸ਼ ਨਾ ਆਵੇ। ਉਨ੍ਹਾਂ ਕਿਹਾ ਕਿ ਖ਼ਰੀਦ ਏਜੰਸੀਆਂ ਵੱਲੋਂ ਨਿਰੰਤਰ ਖ਼ਰੀਦ ਕੀਤੀ ਜਾ ਰਹੀ ਹੈ ਅਤੇ ਲਿਫ਼ਟਿੰਗ ਦਾ ਕੰਮ ਵੀ ਤੇਜ਼ੀ ਨਾਲ ਚੱਲ ਰਿਹਾ ਹੈ। ਉਨ੍ਹਾਂ ਕਿਸਾਨਾਂ ਨੂੰ ਅਪੀਲ ਕੀਤੀ ਕਿ ਉਹ ਆਪਣੀ ਫ਼ਸਲ ਸੁਕਾ ਕੇ ਮੰਡੀਆਂ ਵਿੱਚ ਲਿਆਉਣ ਤਾਂ ਜੋ ਖ਼ਰੀਦ ਵਿੱਚ ਕੋਈ ਦੇਰੀ ਨਾ ਹੋਵੇ। ਇਸ ਮੌਕੇ ਅਧਿਕਾਰੀਆਂ ਨੇ ਵੀ ਆਪਣੇ ਵਿਚਾਰ ਪ੍ਰਗਟ ਕੀਤੇ ਅਤੇ ਪ੍ਰਬੰਧਾਂ ਦੀ ਸਮੀਖਿਆ ਕੀਤੀ ਗਈ। bbox=[447, 554, 489, 614]
photo-caption: ਵਿਦਿਆਰਥੀ ਧਰਤੀ ਦਿਵਸ ਮੌਕੇ ਪੌਦੇ ਲਗਾਉਂਦੇ ਹੋਏ bbox=[580, 473, 628, 477]
headline-c4-2: ਜੇ.ਕੇ.ਐਸ ਪਬਲਿਕ ਸਕੂਲ ਵਿਖੇ bbox=[432, 367, 504, 376]
body-text-c4-a: ਫਿਰੋਜ਼ਪੁਰ, 22 ਅਕਤੂਬਰ (ਨਿਜ ਪ੍ਰਤੀਨਿਧ)- ਜ਼ਿਲ੍ਹਾ ਪ੍ਰਸ਼ਾਸਨ ਵੱਲੋਂ ਕਿਸਾਨਾਂ ਦੀ ਸਹੂਲਤ ਲਈ ਮੰਡੀਆਂ ਵਿੱਚ ਪੁਖਤਾ ਪ੍ਰਬੰਧ ਕੀਤੇ ਗਏ ਹਨ ਤਾਂ ਜੋ ਕਿਸਾਨਾਂ ਨੂੰ ਆਪਣੀ ਫ਼ਸਲ ਵੇਚਣ ਵਿੱਚ ਕਿਸੇ ਤਰ੍ਹਾਂ ਦੀ ਕੋਈ ਦਿੱਕਤ ਪੇਸ਼ ਨਾ ਆਵੇ। ਉਨ੍ਹਾਂ ਕਿਹਾ ਕਿ ਖ਼ਰੀਦ ਏਜੰਸੀਆਂ ਵੱਲੋਂ ਨਿਰੰਤਰ ਖ਼ਰੀਦ ਕੀਤੀ ਜਾ ਰਹੀ ਹੈ ਅਤੇ ਲਿਫ਼ਟਿੰਗ ਦਾ ਕੰਮ ਵੀ ਤੇਜ਼ੀ ਨਾਲ ਚੱਲ ਰਿਹਾ ਹੈ। ਉਨ੍ਹਾਂ ਕਿਸਾਨਾਂ ਨੂੰ ਅਪੀਲ ਕੀਤੀ ਕਿ ਉਹ ਆਪਣੀ ਫ਼ਸਲ ਸੁਕਾ ਕੇ ਮੰਡੀਆਂ ਵਿੱਚ ਲਿਆਉਣ ਤਾਂ ਜੋ ਖ਼ਰੀਦ ਵਿੱਚ ਕੋਈ ਦੇਰੀ ਨਾ ਹੋਵੇ। ਇਸ ਮੌਕੇ ਅਧਿਕਾਰੀਆਂ ਨੇ ਵੀ ਆਪਣੇ ਵਿਚਾਰ ਪ੍ਰਗਟ ਕੀਤੇ ਅਤੇ ਪ੍ਰਬੰਧਾਂ ਦੀ ਸਮੀਖਿਆ ਕੀਤੀ ਗਈ। bbox=[404, 68, 445, 128]
column-rule-3 bbox=[401, 68, 402, 1075]
lead-text-e: ਫਿਰੋਜ਼ਪੁਰ, 22 ਅਕਤੂਬਰ (ਨਿਜ ਪ੍ਰਤੀਨਿਧ)- ਜ਼ਿਲ੍ਹਾ ਪ੍ਰਸ਼ਾਸਨ ਵੱਲੋਂ ਕਿਸਾਨਾਂ ਦੀ ਸਹੂਲਤ ਲਈ ਮੰਡੀਆਂ ਵਿੱਚ ਪੁਖਤਾ ਪ੍ਰਬੰਧ ਕੀਤੇ ਗਏ ਹਨ ਤਾਂ ਜੋ ਕਿਸਾਨਾਂ ਨੂੰ ਆਪਣੀ ਫ਼ਸਲ ਵੇਚਣ ਵਿੱਚ ਕਿਸੇ ਤਰ੍ਹਾਂ ਦੀ ਕੋਈ ਦਿੱਕਤ ਪੇਸ਼ ਨਾ ਆਵੇ। ਉਨ੍ਹਾਂ ਕਿਹਾ ਕਿ ਖ਼ਰੀਦ ਏਜੰਸੀਆਂ ਵੱਲੋਂ ਨਿਰੰਤਰ ਖ਼ਰੀਦ ਕੀਤੀ ਜਾ ਰਹੀ ਹੈ ਅਤੇ ਲਿਫ਼ਟਿੰਗ ਦਾ ਕੰਮ ਵੀ ਤੇਜ਼ੀ ਨਾਲ ਚੱਲ ਰਿਹਾ ਹੈ। ਉਨ੍ਹਾਂ ਕਿਸਾਨਾਂ ਨੂੰ ਅਪੀਲ ਕੀਤੀ ਕਿ ਉਹ ਆਪਣੀ ਫ਼ਸਲ ਸੁਕਾ ਕੇ ਮੰਡੀਆਂ ਵਿੱਚ ਲਿਆਉਣ ਤਾਂ ਜੋ ਖ਼ਰੀਦ ਵਿੱਚ ਕੋਈ ਦੇਰੀ ਨਾ ਹੋਵੇ। ਇਸ ਮੌਕੇ ਅਧਿਕਾਰੀਆਂ ਨੇ ਵੀ ਆਪਣੇ ਵਿਚਾਰ ਪ੍ਰਗਟ ਕੀਤੇ ਅਤੇ ਪ੍ਰਬੰਧਾਂ ਦੀ ਸਮੀਖਿਆ ਕੀਤੀ ਗਈ। bbox=[350, 95, 400, 143]
body-text-c5-j: ਫਿਰੋਜ਼ਪੁਰ, 22 ਅਕਤੂਬਰ (ਨਿਜ ਪ੍ਰਤੀਨਿਧ)- ਜ਼ਿਲ੍ਹਾ ਪ੍ਰਸ਼ਾਸਨ ਵੱਲੋਂ ਕਿਸਾਨਾਂ ਦੀ ਸਹੂਲਤ ਲਈ ਮੰਡੀਆਂ ਵਿੱਚ ਪੁਖਤਾ ਪ੍ਰਬੰਧ ਕੀਤੇ ਗਏ ਹਨ ਤਾਂ ਜੋ ਕਿਸਾਨਾਂ ਨੂੰ ਆਪਣੀ ਫ਼ਸਲ ਵੇਚਣ ਵਿੱਚ ਕਿਸੇ ਤਰ੍ਹਾਂ ਦੀ ਕੋਈ ਦਿੱਕਤ ਪੇਸ਼ ਨਾ ਆਵੇ। ਉਨ੍ਹਾਂ ਕਿਹਾ ਕਿ ਖ਼ਰੀਦ ਏਜੰਸੀਆਂ ਵੱਲੋਂ ਨਿਰੰਤਰ ਖ਼ਰੀਦ ਕੀਤੀ ਜਾ ਰਹੀ ਹੈ ਅਤੇ ਲਿਫ਼ਟਿੰਗ ਦਾ ਕੰਮ ਵੀ ਤੇਜ਼ੀ ਨਾਲ ਚੱਲ ਰਿਹਾ ਹੈ। ਉਨ੍ਹਾਂ ਕਿਸਾਨਾਂ ਨੂੰ ਅਪੀਲ ਕੀਤੀ ਕਿ ਉਹ ਆਪਣੀ ਫ਼ਸਲ ਸੁਕਾ ਕੇ ਮੰਡੀਆਂ ਵਿੱਚ ਲਿਆਉਣ ਤਾਂ ਜੋ ਖ਼ਰੀਦ ਵਿੱਚ ਕੋਈ ਦੇਰੀ ਨਾ ਹੋਵੇ। ਇਸ ਮੌਕੇ ਅਧਿਕਾਰੀਆਂ ਨੇ ਵੀ ਆਪਣੇ ਵਿਚਾਰ ਪ੍ਰਗਟ ਕੀਤੇ ਅਤੇ ਪ੍ਰਬੰਧਾਂ ਦੀ ਸਮੀਖਿਆ ਕੀਤੀ ਗਈ। bbox=[536, 657, 580, 713]
photo-jks-school-earth-day bbox=[404, 454, 532, 536]
photo-guru-ramdas-school bbox=[536, 247, 672, 315]
headline-c2-2: ਵਰਦੇਵ ਸਿੰਘ ਮਾਨ ਵੱਲੋਂ ਸਨਮਾਨ bbox=[165, 418, 239, 427]
headline-c4-3: ਸਰਕਾਰੀ ਮਿਡਲ ਸਕੂਲ ਵਿਖੇ ਪੌਦੇ ਲਗਾਏ bbox=[431, 542, 505, 549]
body-text-c4-d: ਫਿਰੋਜ਼ਪੁਰ, 22 ਅਕਤੂਬਰ (ਨਿਜ ਪ੍ਰਤੀਨਿਧ)- ਜ਼ਿਲ੍ਹਾ ਪ੍ਰਸ਼ਾਸਨ ਵੱਲੋਂ ਕਿਸਾਨਾਂ ਦੀ ਸਹੂਲਤ ਲਈ ਮੰਡੀਆਂ ਵਿੱਚ ਪੁਖਤਾ ਪ੍ਰਬੰਧ ਕੀਤੇ ਗਏ ਹਨ ਤਾਂ ਜੋ ਕਿਸਾਨਾਂ ਨੂੰ ਆਪਣੀ ਫ਼ਸਲ ਵੇਚਣ ਵਿੱਚ ਕਿਸੇ ਤਰ੍ਹਾਂ ਦੀ ਕੋਈ ਦਿੱਕਤ ਪੇਸ਼ ਨਾ ਆਵੇ। ਉਨ੍ਹਾਂ ਕਿਹਾ ਕਿ ਖ਼ਰੀਦ ਏਜੰਸੀਆਂ ਵੱਲੋਂ ਨਿਰੰਤਰ ਖ਼ਰੀਦ ਕੀਤੀ ਜਾ ਰਹੀ ਹੈ ਅਤੇ ਲਿਫ਼ਟਿੰਗ ਦਾ ਕੰਮ ਵੀ ਤੇਜ਼ੀ ਨਾਲ ਚੱਲ ਰਿਹਾ ਹੈ। ਉਨ੍ਹਾਂ ਕਿਸਾਨਾਂ ਨੂੰ ਅਪੀਲ ਕੀਤੀ ਕਿ ਉਹ ਆਪਣੀ ਫ਼ਸਲ ਸੁਕਾ ਕੇ ਮੰਡੀਆਂ ਵਿੱਚ ਲਿਆਉਣ ਤਾਂ ਜੋ ਖ਼ਰੀਦ ਵਿੱਚ ਕੋਈ ਦੇਰੀ ਨਾ ਹੋਵੇ। ਇਸ ਮੌਕੇ ਅਧਿਕਾਰੀਆਂ ਨੇ ਵੀ ਆਪਣੇ ਵਿਚਾਰ ਪ੍ਰਗਟ ਕੀਤੇ ਅਤੇ ਪ੍ਰਬੰਧਾਂ ਦੀ ਸਮੀਖਿਆ ਕੀਤੀ ਗਈ। bbox=[404, 147, 445, 207]
column-2 bbox=[138, 234, 266, 1075]
student-portrait bbox=[164, 504, 188, 540]
body-text-c1-f: ਫਿਰੋਜ਼ਪੁਰ, 22 ਅਕਤੂਬਰ (ਨਿਜ ਪ੍ਰਤੀਨਿਧ)- ਜ਼ਿਲ੍ਹਾ ਪ੍ਰਸ਼ਾਸਨ ਵੱਲੋਂ ਕਿਸਾਨਾਂ ਦੀ ਸਹੂਲਤ ਲਈ ਮੰਡੀਆਂ ਵਿੱਚ ਪੁਖਤਾ ਪ੍ਰਬੰਧ ਕੀਤੇ ਗਏ ਹਨ ਤਾਂ ਜੋ ਕਿਸਾਨਾਂ ਨੂੰ ਆਪਣੀ ਫ਼ਸਲ ਵੇਚਣ ਵਿੱਚ ਕਿਸੇ ਤਰ੍ਹਾਂ ਦੀ ਕੋਈ ਦਿੱਕਤ ਪੇਸ਼ ਨਾ ਆਵੇ। ਉਨ੍ਹਾਂ ਕਿਹਾ ਕਿ ਖ਼ਰੀਦ ਏਜੰਸੀਆਂ ਵੱਲੋਂ ਨਿਰੰਤਰ ਖ਼ਰੀਦ ਕੀਤੀ ਜਾ ਰਹੀ ਹੈ ਅਤੇ ਲਿਫ਼ਟਿੰਗ ਦਾ ਕੰਮ ਵੀ ਤੇਜ਼ੀ ਨਾਲ ਚੱਲ ਰਿਹਾ ਹੈ। ਉਨ੍ਹਾਂ ਕਿਸਾਨਾਂ ਨੂੰ ਅਪੀਲ ਕੀਤੀ ਕਿ ਉਹ ਆਪਣੀ ਫ਼ਸਲ ਸੁਕਾ ਕੇ ਮੰਡੀਆਂ ਵਿੱਚ ਲਿਆਉਣ ਤਾਂ ਜੋ ਖ਼ਰੀਦ ਵਿੱਚ ਕੋਈ ਦੇਰੀ ਨਾ ਹੋਵੇ। ਇਸ ਮੌਕੇ ਅਧਿਕਾਰੀਆਂ ਨੇ ਵੀ ਆਪਣੇ ਵਿਚਾਰ ਪ੍ਰਗਟ ਕੀਤੇ ਅਤੇ ਪ੍ਰਬੰਧਾਂ ਦੀ ਸਮੀਖਿਆ ਕੀਤੀ ਗਈ। bbox=[92, 376, 133, 436]
body-text-c3-b: ਫਿਰੋਜ਼ਪੁਰ, 22 ਅਕਤੂਬਰ (ਨਿਜ ਪ੍ਰਤੀਨਿਧ)- ਜ਼ਿਲ੍ਹਾ ਪ੍ਰਸ਼ਾਸਨ ਵੱਲੋਂ ਕਿਸਾਨਾਂ ਦੀ ਸਹੂਲਤ ਲਈ ਮੰਡੀਆਂ ਵਿੱਚ ਪੁਖਤਾ ਪ੍ਰਬੰਧ ਕੀਤੇ ਗਏ ਹਨ ਤਾਂ ਜੋ ਕਿਸਾਨਾਂ ਨੂੰ ਆਪਣੀ ਫ਼ਸਲ ਵੇਚਣ ਵਿੱਚ ਕਿਸੇ ਤਰ੍ਹਾਂ ਦੀ ਕੋਈ ਦਿੱਕਤ ਪੇਸ਼ ਨਾ ਆਵੇ। ਉਨ੍ਹਾਂ ਕਿਹਾ ਕਿ ਖ਼ਰੀਦ ਏਜੰਸੀਆਂ ਵੱਲੋਂ ਨਿਰੰਤਰ ਖ਼ਰੀਦ ਕੀਤੀ ਜਾ ਰਹੀ ਹੈ ਅਤੇ ਲਿਫ਼ਟਿੰਗ ਦਾ ਕੰਮ ਵੀ ਤੇਜ਼ੀ ਨਾਲ ਚੱਲ ਰਿਹਾ ਹੈ। ਉਨ੍ਹਾਂ ਕਿਸਾਨਾਂ ਨੂੰ ਅਪੀਲ ਕੀਤੀ ਕਿ ਉਹ ਆਪਣੀ ਫ਼ਸਲ ਸੁਕਾ ਕੇ ਮੰਡੀਆਂ ਵਿੱਚ ਲਿਆਉਣ ਤਾਂ ਜੋ ਖ਼ਰੀਦ ਵਿੱਚ ਕੋਈ ਦੇਰੀ ਨਾ ਹੋਵੇ। ਇਸ ਮੌਕੇ ਅਧਿਕਾਰੀਆਂ ਨੇ ਵੀ ਆਪਣੇ ਵਿਚਾਰ ਪ੍ਰਗਟ ਕੀਤੇ ਅਤੇ ਪ੍ਰਬੰਧਾਂ ਦੀ ਸਮੀਖਿਆ ਕੀਤੀ ਗਈ। bbox=[314, 312, 356, 372]
body-text-c1-i: ਫਿਰੋਜ਼ਪੁਰ, 22 ਅਕਤੂਬਰ (ਨਿਜ ਪ੍ਰਤੀਨਿਧ)- ਜ਼ਿਲ੍ਹਾ ਪ੍ਰਸ਼ਾਸਨ ਵੱਲੋਂ ਕਿਸਾਨਾਂ ਦੀ ਸਹੂਲਤ ਲਈ ਮੰਡੀਆਂ ਵਿੱਚ ਪੁਖਤਾ ਪ੍ਰਬੰਧ ਕੀਤੇ ਗਏ ਹਨ ਤਾਂ ਜੋ ਕਿਸਾਨਾਂ ਨੂੰ ਆਪਣੀ ਫ਼ਸਲ ਵੇਚਣ ਵਿੱਚ ਕਿਸੇ ਤਰ੍ਹਾਂ ਦੀ ਕੋਈ ਦਿੱਕਤ ਪੇਸ਼ ਨਾ ਆਵੇ। ਉਨ੍ਹਾਂ ਕਿਹਾ ਕਿ ਖ਼ਰੀਦ ਏਜੰਸੀਆਂ ਵੱਲੋਂ ਨਿਰੰਤਰ ਖ਼ਰੀਦ ਕੀਤੀ ਜਾ ਰਹੀ ਹੈ ਅਤੇ ਲਿਫ਼ਟਿੰਗ ਦਾ ਕੰਮ ਵੀ ਤੇਜ਼ੀ ਨਾਲ ਚੱਲ ਰਿਹਾ ਹੈ। ਉਨ੍ਹਾਂ ਕਿਸਾਨਾਂ ਨੂੰ ਅਪੀਲ ਕੀਤੀ ਕਿ ਉਹ ਆਪਣੀ ਫ਼ਸਲ ਸੁਕਾ ਕੇ ਮੰਡੀਆਂ ਵਿੱਚ ਲਿਆਉਣ ਤਾਂ ਜੋ ਖ਼ਰੀਦ ਵਿੱਚ ਕੋਈ ਦੇਰੀ ਨਾ ਹੋਵੇ। ਇਸ ਮੌਕੇ ਅਧਿਕਾਰੀਆਂ ਨੇ ਵੀ ਆਪਣੇ ਵਿਚਾਰ ਪ੍ਰਗਟ ਕੀਤੇ ਅਤੇ ਪ੍ਰਬੰਧਾਂ ਦੀ ਸਮੀਖਿਆ ਕੀਤੀ ਗਈ। bbox=[92, 471, 133, 531]
masthead-edition-name: ਫਿਰੋਜ਼ਪੁਰ bbox=[256, 27, 335, 53]
body-text-c3-f: ਫਿਰੋਜ਼ਪੁਰ, 22 ਅਕਤੂਬਰ (ਨਿਜ ਪ੍ਰਤੀਨਿਧ)- ਜ਼ਿਲ੍ਹਾ ਪ੍ਰਸ਼ਾਸਨ ਵੱਲੋਂ ਕਿਸਾਨਾਂ ਦੀ ਸਹੂਲਤ ਲਈ ਮੰਡੀਆਂ ਵਿੱਚ ਪੁਖਤਾ ਪ੍ਰਬੰਧ ਕੀਤੇ ਗਏ ਹਨ ਤਾਂ ਜੋ ਕਿਸਾਨਾਂ ਨੂੰ ਆਪਣੀ ਫ਼ਸਲ ਵੇਚਣ ਵਿੱਚ ਕਿਸੇ ਤਰ੍ਹਾਂ ਦੀ ਕੋਈ ਦਿੱਕਤ ਪੇਸ਼ ਨਾ ਆਵੇ। ਉਨ੍ਹਾਂ ਕਿਹਾ ਕਿ ਖ਼ਰੀਦ ਏਜੰਸੀਆਂ ਵੱਲੋਂ ਨਿਰੰਤਰ ਖ਼ਰੀਦ ਕੀਤੀ ਜਾ ਰਹੀ ਹੈ ਅਤੇ ਲਿਫ਼ਟਿੰਗ ਦਾ ਕੰਮ ਵੀ ਤੇਜ਼ੀ ਨਾਲ ਚੱਲ ਰਿਹਾ ਹੈ। ਉਨ੍ਹਾਂ ਕਿਸਾਨਾਂ ਨੂੰ ਅਪੀਲ ਕੀਤੀ ਕਿ ਉਹ ਆਪਣੀ ਫ਼ਸਲ ਸੁਕਾ ਕੇ ਮੰਡੀਆਂ ਵਿੱਚ ਲਿਆਉਣ ਤਾਂ ਜੋ ਖ਼ਰੀਦ ਵਿੱਚ ਕੋਈ ਦੇਰੀ ਨਾ ਹੋਵੇ। ਇਸ ਮੌਕੇ ਅਧਿਕਾਰੀਆਂ ਨੇ ਵੀ ਆਪਣੇ ਵਿਚਾਰ ਪ੍ਰਗਟ ਕੀਤੇ ਅਤੇ ਪ੍ਰਬੰਧਾਂ ਦੀ ਸਮੀਖਿਆ ਕੀਤੀ ਗਈ। bbox=[358, 486, 399, 547]
masthead-photo-left bbox=[10, 18, 70, 72]
headline-c5-3: ਸ੍ਰੀ ਆਤਮ ਵੱਲਭ ਜੈਨ ਵਿਦਿਆ ਮੰਦਰ bbox=[565, 483, 643, 490]
body-text-c1-d: ਫਿਰੋਜ਼ਪੁਰ, 22 ਅਕਤੂਬਰ (ਨਿਜ ਪ੍ਰਤੀਨਿਧ)- ਜ਼ਿਲ੍ਹਾ ਪ੍ਰਸ਼ਾਸਨ ਵੱਲੋਂ ਕਿਸਾਨਾਂ ਦੀ ਸਹੂਲਤ ਲਈ ਮੰਡੀਆਂ ਵਿੱਚ ਪੁਖਤਾ ਪ੍ਰਬੰਧ ਕੀਤੇ ਗਏ ਹਨ ਤਾਂ ਜੋ ਕਿਸਾਨਾਂ ਨੂੰ ਆਪਣੀ ਫ਼ਸਲ ਵੇਚਣ ਵਿੱਚ ਕਿਸੇ ਤਰ੍ਹਾਂ ਦੀ ਕੋਈ ਦਿੱਕਤ ਪੇਸ਼ ਨਾ ਆਵੇ। ਉਨ੍ਹਾਂ ਕਿਹਾ ਕਿ ਖ਼ਰੀਦ ਏਜੰਸੀਆਂ ਵੱਲੋਂ ਨਿਰੰਤਰ ਖ਼ਰੀਦ ਕੀਤੀ ਜਾ ਰਹੀ ਹੈ ਅਤੇ ਲਿਫ਼ਟਿੰਗ ਦਾ ਕੰਮ ਵੀ ਤੇਜ਼ੀ ਨਾਲ ਚੱਲ ਰਿਹਾ ਹੈ। ਉਨ੍ਹਾਂ ਕਿਸਾਨਾਂ ਨੂੰ ਅਪੀਲ ਕੀਤੀ ਕਿ ਉਹ ਆਪਣੀ ਫ਼ਸਲ ਸੁਕਾ ਕੇ ਮੰਡੀਆਂ ਵਿੱਚ ਲਿਆਉਣ ਤਾਂ ਜੋ ਖ਼ਰੀਦ ਵਿੱਚ ਕੋਈ ਦੇਰੀ ਨਾ ਹੋਵੇ। ਇਸ ਮੌਕੇ ਅਧਿਕਾਰੀਆਂ ਨੇ ਵੀ ਆਪਣੇ ਵਿਚਾਰ ਪ੍ਰਗਟ ਕੀਤੇ ਅਤੇ ਪ੍ਰਬੰਧਾਂ ਦੀ ਸਮੀਖਿਆ ਕੀਤੀ ਗਈ। bbox=[5, 376, 46, 436]
masthead bbox=[5, 14, 672, 76]
headline-c2-2b: ਸਿੰਘ ਲਾਂਬੀ ਦੇ ਦਾ ਸਨਮਾਨ bbox=[171, 427, 233, 436]
headline-c2-1: ਸਟੇਟ ਐਵਾਰਡੀ ਵਿਕਰਮਜੀਤ ਸਿੰਘ bbox=[161, 241, 243, 249]
column-5 bbox=[536, 68, 672, 1075]
headline-c5-2: ਸ੍ਰੀ ਗੁਰੂ ਨਾਨਕ ਦੇਵ ਵਿਦਿਆ ਮੰਦਰ bbox=[567, 326, 641, 333]
body-text-c4-j: ਫਿਰੋਜ਼ਪੁਰ, 22 ਅਕਤੂਬਰ (ਨਿਜ ਪ੍ਰਤੀਨਿਧ)- ਜ਼ਿਲ੍ਹਾ ਪ੍ਰਸ਼ਾਸਨ ਵੱਲੋਂ ਕਿਸਾਨਾਂ ਦੀ ਸਹੂਲਤ ਲਈ ਮੰਡੀਆਂ ਵਿੱਚ ਪੁਖਤਾ ਪ੍ਰਬੰਧ ਕੀਤੇ ਗਏ ਹਨ ਤਾਂ ਜੋ ਕਿਸਾਨਾਂ ਨੂੰ ਆਪਣੀ ਫ਼ਸਲ ਵੇਚਣ ਵਿੱਚ ਕਿਸੇ ਤਰ੍ਹਾਂ ਦੀ ਕੋਈ ਦਿੱਕਤ ਪੇਸ਼ ਨਾ ਆਵੇ। ਉਨ੍ਹਾਂ ਕਿਹਾ ਕਿ ਖ਼ਰੀਦ ਏਜੰਸੀਆਂ ਵੱਲੋਂ ਨਿਰੰਤਰ ਖ਼ਰੀਦ ਕੀਤੀ ਜਾ ਰਹੀ ਹੈ ਅਤੇ ਲਿਫ਼ਟਿੰਗ ਦਾ ਕੰਮ ਵੀ ਤੇਜ਼ੀ ਨਾਲ ਚੱਲ ਰਿਹਾ ਹੈ। ਉਨ੍ਹਾਂ ਕਿਸਾਨਾਂ ਨੂੰ ਅਪੀਲ ਕੀਤੀ ਕਿ ਉਹ ਆਪਣੀ ਫ਼ਸਲ ਸੁਕਾ ਕੇ ਮੰਡੀਆਂ ਵਿੱਚ ਲਿਆਉਣ ਤਾਂ ਜੋ ਖ਼ਰੀਦ ਵਿੱਚ ਕੋਈ ਦੇਰੀ ਨਾ ਹੋਵੇ। ਇਸ ਮੌਕੇ ਅਧਿਕਾਰੀਆਂ ਨੇ ਵੀ ਆਪਣੇ ਵਿਚਾਰ ਪ੍ਰਗਟ ਕੀਤੇ ਅਤੇ ਪ੍ਰਬੰਧਾਂ ਦੀ ਸਮੀਖਿਆ ਕੀਤੀ ਗਈ। bbox=[404, 390, 445, 450]
body-text-c3-a: ਫਿਰੋਜ਼ਪੁਰ, 22 ਅਕਤੂਬਰ (ਨਿਜ ਪ੍ਰਤੀਨਿਧ)- ਜ਼ਿਲ੍ਹਾ ਪ੍ਰਸ਼ਾਸਨ ਵੱਲੋਂ ਕਿਸਾਨਾਂ ਦੀ ਸਹੂਲਤ ਲਈ ਮੰਡੀਆਂ ਵਿੱਚ ਪੁਖਤਾ ਪ੍ਰਬੰਧ ਕੀਤੇ ਗਏ ਹਨ ਤਾਂ ਜੋ ਕਿਸਾਨਾਂ ਨੂੰ ਆਪਣੀ ਫ਼ਸਲ ਵੇਚਣ ਵਿੱਚ ਕਿਸੇ ਤਰ੍ਹਾਂ ਦੀ ਕੋਈ ਦਿੱਕਤ ਪੇਸ਼ ਨਾ ਆਵੇ। ਉਨ੍ਹਾਂ ਕਿਹਾ ਕਿ ਖ਼ਰੀਦ ਏਜੰਸੀਆਂ ਵੱਲੋਂ ਨਿਰੰਤਰ ਖ਼ਰੀਦ ਕੀਤੀ ਜਾ ਰਹੀ ਹੈ ਅਤੇ ਲਿਫ਼ਟਿੰਗ ਦਾ ਕੰਮ ਵੀ ਤੇਜ਼ੀ ਨਾਲ ਚੱਲ ਰਿਹਾ ਹੈ। ਉਨ੍ਹਾਂ ਕਿਸਾਨਾਂ ਨੂੰ ਅਪੀਲ ਕੀਤੀ ਕਿ ਉਹ ਆਪਣੀ ਫ਼ਸਲ ਸੁਕਾ ਕੇ ਮੰਡੀਆਂ ਵਿੱਚ ਲਿਆਉਣ ਤਾਂ ਜੋ ਖ਼ਰੀਦ ਵਿੱਚ ਕੋਈ ਦੇਰੀ ਨਾ ਹੋਵੇ। ਇਸ ਮੌਕੇ ਅਧਿਕਾਰੀਆਂ ਨੇ ਵੀ ਆਪਣੇ ਵਿਚਾਰ ਪ੍ਰਗਟ ਕੀਤੇ ਅਤੇ ਪ੍ਰਬੰਧਾਂ ਦੀ ਸਮੀਖਿਆ ਕੀਤੀ ਗਈ। bbox=[271, 312, 312, 372]
lead-text-c: ਫਿਰੋਜ਼ਪੁਰ, 22 ਅਕਤੂਬਰ (ਨਿਜ ਪ੍ਰਤੀਨਿਧ)- ਜ਼ਿਲ੍ਹਾ ਪ੍ਰਸ਼ਾਸਨ ਵੱਲੋਂ ਕਿਸਾਨਾਂ ਦੀ ਸਹੂਲਤ ਲਈ ਮੰਡੀਆਂ ਵਿੱਚ ਪੁਖਤਾ ਪ੍ਰਬੰਧ ਕੀਤੇ ਗਏ ਹਨ ਤਾਂ ਜੋ ਕਿਸਾਨਾਂ ਨੂੰ ਆਪਣੀ ਫ਼ਸਲ ਵੇਚਣ ਵਿੱਚ ਕਿਸੇ ਤਰ੍ਹਾਂ ਦੀ ਕੋਈ ਦਿੱਕਤ ਪੇਸ਼ ਨਾ ਆਵੇ। ਉਨ੍ਹਾਂ ਕਿਹਾ ਕਿ ਖ਼ਰੀਦ ਏਜੰਸੀਆਂ ਵੱਲੋਂ ਨਿਰੰਤਰ ਖ਼ਰੀਦ ਕੀਤੀ ਜਾ ਰਹੀ ਹੈ ਅਤੇ ਲਿਫ਼ਟਿੰਗ ਦਾ ਕੰਮ ਵੀ ਤੇਜ਼ੀ ਨਾਲ ਚੱਲ ਰਿਹਾ ਹੈ। ਉਨ੍ਹਾਂ ਕਿਸਾਨਾਂ ਨੂੰ ਅਪੀਲ ਕੀਤੀ ਕਿ ਉਹ ਆਪਣੀ ਫ਼ਸਲ ਸੁਕਾ ਕੇ ਮੰਡੀਆਂ ਵਿੱਚ ਲਿਆਉਣ ਤਾਂ ਜੋ ਖ਼ਰੀਦ ਵਿੱਚ ਕੋਈ ਦੇਰੀ ਨਾ ਹੋਵੇ। ਇਸ ਮੌਕੇ ਅਧਿਕਾਰੀਆਂ ਨੇ ਵੀ ਆਪਣੇ ਵਿਚਾਰ ਪ੍ਰਗਟ ਕੀਤੇ ਅਤੇ ਪ੍ਰਬੰਧਾਂ ਦੀ ਸਮੀਖਿਆ ਕੀਤੀ ਗਈ। bbox=[244, 147, 294, 195]
student-portrait bbox=[138, 504, 162, 540]
headline-c1-2: ਹਲਕਾ ਵਿਧਾਇਕ ਵੱਲੋਂ ਸਰਕਾਰੀ ਮਿਡਲ bbox=[24, 263, 114, 272]
headline-c5-3b: ਜੀਆ ਵਿਖੇ ਧਰਤੀ ਦਿਵਸ ਮਨਾਇਆ bbox=[567, 491, 641, 498]
headline-c3-3: ਲਾਲਾ ਜਗਤ ਨਰਾਇਣ ਪਬਲਿਕ ਸਕੂਲ bbox=[292, 554, 378, 563]
headline-c4-2b: ਵਿਸ਼ਵ ਧਰਤੀ ਦਿਵਸ ਮਨਾਇਆ bbox=[431, 377, 505, 386]
body-text-c4-c: ਫਿਰੋਜ਼ਪੁਰ, 22 ਅਕਤੂਬਰ (ਨਿਜ ਪ੍ਰਤੀਨਿਧ)- ਜ਼ਿਲ੍ਹਾ ਪ੍ਰਸ਼ਾਸਨ ਵੱਲੋਂ ਕਿਸਾਨਾਂ ਦੀ ਸਹੂਲਤ ਲਈ ਮੰਡੀਆਂ ਵਿੱਚ ਪੁਖਤਾ ਪ੍ਰਬੰਧ ਕੀਤੇ ਗਏ ਹਨ ਤਾਂ ਜੋ ਕਿਸਾਨਾਂ ਨੂੰ ਆਪਣੀ ਫ਼ਸਲ ਵੇਚਣ ਵਿੱਚ ਕਿਸੇ ਤਰ੍ਹਾਂ ਦੀ ਕੋਈ ਦਿੱਕਤ ਪੇਸ਼ ਨਾ ਆਵੇ। ਉਨ੍ਹਾਂ ਕਿਹਾ ਕਿ ਖ਼ਰੀਦ ਏਜੰਸੀਆਂ ਵੱਲੋਂ ਨਿਰੰਤਰ ਖ਼ਰੀਦ ਕੀਤੀ ਜਾ ਰਹੀ ਹੈ ਅਤੇ ਲਿਫ਼ਟਿੰਗ ਦਾ ਕੰਮ ਵੀ ਤੇਜ਼ੀ ਨਾਲ ਚੱਲ ਰਿਹਾ ਹੈ। ਉਨ੍ਹਾਂ ਕਿਸਾਨਾਂ ਨੂੰ ਅਪੀਲ ਕੀਤੀ ਕਿ ਉਹ ਆਪਣੀ ਫ਼ਸਲ ਸੁਕਾ ਕੇ ਮੰਡੀਆਂ ਵਿੱਚ ਲਿਆਉਣ ਤਾਂ ਜੋ ਖ਼ਰੀਦ ਵਿੱਚ ਕੋਈ ਦੇਰੀ ਨਾ ਹੋਵੇ। ਇਸ ਮੌਕੇ ਅਧਿਕਾਰੀਆਂ ਨੇ ਵੀ ਆਪਣੇ ਵਿਚਾਰ ਪ੍ਰਗਟ ਕੀਤੇ ਅਤੇ ਪ੍ਰਬੰਧਾਂ ਦੀ ਸਮੀਖਿਆ ਕੀਤੀ ਗਈ। bbox=[491, 68, 532, 128]
headline-c1-1b: ਸ਼ਾਨ ਦਾ ਸਾਂਝੇ-ਪ੍ਰਿੰਸੀਪਲ ਡਾ. ਰਣਜੀਤ ਪਾਲ bbox=[18, 182, 120, 191]
footer-left: ਫਿਰੋਜ਼ਪੁਰ 23-10-2025 bbox=[5, 1080, 36, 1084]
masthead-title bbox=[256, 20, 421, 60]
column-1 bbox=[5, 68, 133, 1075]
photo-caption: ਵਿਕਰਮਜੀਤ ਸਿੰਘ ਖ਼ੂਨਦਾਨ ਕਰਦੇ ਹੋਏ bbox=[184, 407, 220, 411]
photo-caption: ਸੜਕ ਦਾ ਬੁਰਾ ਹਾਲ ਜਿਸ ਵਿੱਚ ਪਏ ਵੱਡੇ ਖੱਡੇ ਦਿਖਾਈ ਦੇ ਰਹੇ ਹਨ bbox=[305, 481, 365, 485]
lead-text-b: ਫਿਰੋਜ਼ਪੁਰ, 22 ਅਕਤੂਬਰ (ਨਿਜ ਪ੍ਰਤੀਨਿਧ)- ਜ਼ਿਲ੍ਹਾ ਪ੍ਰਸ਼ਾਸਨ ਵੱਲੋਂ ਕਿਸਾਨਾਂ ਦੀ ਸਹੂਲਤ ਲਈ ਮੰਡੀਆਂ ਵਿੱਚ ਪੁਖਤਾ ਪ੍ਰਬੰਧ ਕੀਤੇ ਗਏ ਹਨ ਤਾਂ ਜੋ ਕਿਸਾਨਾਂ ਨੂੰ ਆਪਣੀ ਫ਼ਸਲ ਵੇਚਣ ਵਿੱਚ ਕਿਸੇ ਤਰ੍ਹਾਂ ਦੀ ਕੋਈ ਦਿੱਕਤ ਪੇਸ਼ ਨਾ ਆਵੇ। ਉਨ੍ਹਾਂ ਕਿਹਾ ਕਿ ਖ਼ਰੀਦ ਏਜੰਸੀਆਂ ਵੱਲੋਂ ਨਿਰੰਤਰ ਖ਼ਰੀਦ ਕੀਤੀ ਜਾ ਰਹੀ ਹੈ ਅਤੇ ਲਿਫ਼ਟਿੰਗ ਦਾ ਕੰਮ ਵੀ ਤੇਜ਼ੀ ਨਾਲ ਚੱਲ ਰਿਹਾ ਹੈ। ਉਨ੍ਹਾਂ ਕਿਸਾਨਾਂ ਨੂੰ ਅਪੀਲ ਕੀਤੀ ਕਿ ਉਹ ਆਪਣੀ ਫ਼ਸਲ ਸੁਕਾ ਕੇ ਮੰਡੀਆਂ ਵਿੱਚ ਲਿਆਉਣ ਤਾਂ ਜੋ ਖ਼ਰੀਦ ਵਿੱਚ ਕੋਈ ਦੇਰੀ ਨਾ ਹੋਵੇ। ਇਸ ਮੌਕੇ ਅਧਿਕਾਰੀਆਂ ਨੇ ਵੀ ਆਪਣੇ ਵਿਚਾਰ ਪ੍ਰਗਟ ਕੀਤੇ ਅਤੇ ਪ੍ਰਬੰਧਾਂ ਦੀ ਸਮੀਖਿਆ ਕੀਤੀ ਗਈ। bbox=[191, 95, 241, 143]
body-text-c2-g: ਫਿਰੋਜ਼ਪੁਰ, 22 ਅਕਤੂਬਰ (ਨਿਜ ਪ੍ਰਤੀਨਿਧ)- ਜ਼ਿਲ੍ਹਾ ਪ੍ਰਸ਼ਾਸਨ ਵੱਲੋਂ ਕਿਸਾਨਾਂ ਦੀ ਸਹੂਲਤ ਲਈ ਮੰਡੀਆਂ ਵਿੱਚ ਪੁਖਤਾ ਪ੍ਰਬੰਧ ਕੀਤੇ ਗਏ ਹਨ ਤਾਂ ਜੋ ਕਿਸਾਨਾਂ ਨੂੰ ਆਪਣੀ ਫ਼ਸਲ ਵੇਚਣ ਵਿੱਚ ਕਿਸੇ ਤਰ੍ਹਾਂ ਦੀ ਕੋਈ ਦਿੱਕਤ ਪੇਸ਼ ਨਾ ਆਵੇ। ਉਨ੍ਹਾਂ ਕਿਹਾ ਕਿ ਖ਼ਰੀਦ ਏਜੰਸੀਆਂ ਵੱਲੋਂ ਨਿਰੰਤਰ ਖ਼ਰੀਦ ਕੀਤੀ ਜਾ ਰਹੀ ਹੈ ਅਤੇ ਲਿਫ਼ਟਿੰਗ ਦਾ ਕੰਮ ਵੀ ਤੇਜ਼ੀ ਨਾਲ ਚੱਲ ਰਿਹਾ ਹੈ। ਉਨ੍ਹਾਂ ਕਿਸਾਨਾਂ ਨੂੰ ਅਪੀਲ ਕੀਤੀ ਕਿ ਉਹ ਆਪਣੀ ਫ਼ਸਲ ਸੁਕਾ ਕੇ ਮੰਡੀਆਂ ਵਿੱਚ ਲਿਆਉਣ ਤਾਂ ਜੋ ਖ਼ਰੀਦ ਵਿੱਚ ਕੋਈ ਦੇਰੀ ਨਾ ਹੋਵੇ। ਇਸ ਮੌਕੇ ਅਧਿਕਾਰੀਆਂ ਨੇ ਵੀ ਆਪਣੇ ਵਿਚਾਰ ਪ੍ਰਗਟ ਕੀਤੇ ਅਤੇ ਪ੍ਰਬੰਧਾਂ ਦੀ ਸਮੀਖਿਆ ਕੀਤੀ ਗਈ। bbox=[138, 575, 179, 635]
body-text-c1-e: ਫਿਰੋਜ਼ਪੁਰ, 22 ਅਕਤੂਬਰ (ਨਿਜ ਪ੍ਰਤੀਨਿਧ)- ਜ਼ਿਲ੍ਹਾ ਪ੍ਰਸ਼ਾਸਨ ਵੱਲੋਂ ਕਿਸਾਨਾਂ ਦੀ ਸਹੂਲਤ ਲਈ ਮੰਡੀਆਂ ਵਿੱਚ ਪੁਖਤਾ ਪ੍ਰਬੰਧ ਕੀਤੇ ਗਏ ਹਨ ਤਾਂ ਜੋ ਕਿਸਾਨਾਂ ਨੂੰ ਆਪਣੀ ਫ਼ਸਲ ਵੇਚਣ ਵਿੱਚ ਕਿਸੇ ਤਰ੍ਹਾਂ ਦੀ ਕੋਈ ਦਿੱਕਤ ਪੇਸ਼ ਨਾ ਆਵੇ। ਉਨ੍ਹਾਂ ਕਿਹਾ ਕਿ ਖ਼ਰੀਦ ਏਜੰਸੀਆਂ ਵੱਲੋਂ ਨਿਰੰਤਰ ਖ਼ਰੀਦ ਕੀਤੀ ਜਾ ਰਹੀ ਹੈ ਅਤੇ ਲਿਫ਼ਟਿੰਗ ਦਾ ਕੰਮ ਵੀ ਤੇਜ਼ੀ ਨਾਲ ਚੱਲ ਰਿਹਾ ਹੈ। ਉਨ੍ਹਾਂ ਕਿਸਾਨਾਂ ਨੂੰ ਅਪੀਲ ਕੀਤੀ ਕਿ ਉਹ ਆਪਣੀ ਫ਼ਸਲ ਸੁਕਾ ਕੇ ਮੰਡੀਆਂ ਵਿੱਚ ਲਿਆਉਣ ਤਾਂ ਜੋ ਖ਼ਰੀਦ ਵਿੱਚ ਕੋਈ ਦੇਰੀ ਨਾ ਹੋਵੇ। ਇਸ ਮੌਕੇ ਅਧਿਕਾਰੀਆਂ ਨੇ ਵੀ ਆਪਣੇ ਵਿਚਾਰ ਪ੍ਰਗਟ ਕੀਤੇ ਅਤੇ ਪ੍ਰਬੰਧਾਂ ਦੀ ਸਮੀਖਿਆ ਕੀਤੀ ਗਈ। bbox=[48, 376, 90, 436]
photo-tree-plantation bbox=[404, 211, 532, 299]
body-text-c2-c: ਫਿਰੋਜ਼ਪੁਰ, 22 ਅਕਤੂਬਰ (ਨਿਜ ਪ੍ਰਤੀਨਿਧ)- ਜ਼ਿਲ੍ਹਾ ਪ੍ਰਸ਼ਾਸਨ ਵੱਲੋਂ ਕਿਸਾਨਾਂ ਦੀ ਸਹੂਲਤ ਲਈ ਮੰਡੀਆਂ ਵਿੱਚ ਪੁਖਤਾ ਪ੍ਰਬੰਧ ਕੀਤੇ ਗਏ ਹਨ ਤਾਂ ਜੋ ਕਿਸਾਨਾਂ ਨੂੰ ਆਪਣੀ ਫ਼ਸਲ ਵੇਚਣ ਵਿੱਚ ਕਿਸੇ ਤਰ੍ਹਾਂ ਦੀ ਕੋਈ ਦਿੱਕਤ ਪੇਸ਼ ਨਾ ਆਵੇ। ਉਨ੍ਹਾਂ ਕਿਹਾ ਕਿ ਖ਼ਰੀਦ ਏਜੰਸੀਆਂ ਵੱਲੋਂ ਨਿਰੰਤਰ ਖ਼ਰੀਦ ਕੀਤੀ ਜਾ ਰਹੀ ਹੈ ਅਤੇ ਲਿਫ਼ਟਿੰਗ ਦਾ ਕੰਮ ਵੀ ਤੇਜ਼ੀ ਨਾਲ ਚੱਲ ਰਿਹਾ ਹੈ। ਉਨ੍ਹਾਂ ਕਿਸਾਨਾਂ ਨੂੰ ਅਪੀਲ ਕੀਤੀ ਕਿ ਉਹ ਆਪਣੀ ਫ਼ਸਲ ਸੁਕਾ ਕੇ ਮੰਡੀਆਂ ਵਿੱਚ ਲਿਆਉਣ ਤਾਂ ਜੋ ਖ਼ਰੀਦ ਵਿੱਚ ਕੋਈ ਦੇਰੀ ਨਾ ਹੋਵੇ। ਇਸ ਮੌਕੇ ਅਧਿਕਾਰੀਆਂ ਨੇ ਵੀ ਆਪਣੇ ਵਿਚਾਰ ਪ੍ਰਗਟ ਕੀਤੇ ਅਤੇ ਪ੍ਰਬੰਧਾਂ ਦੀ ਸਮੀਖਿਆ ਕੀਤੀ ਗਈ। bbox=[225, 263, 266, 323]
headline-c2-3b: ਵਿਦਿਆਰਥੀਆਂ ਦੀ ਨਤੀਜਿਆਂ ਦੀ ਦੀ ਲੰਬੀ bbox=[158, 557, 246, 564]
headline-c1-3: ਮਰਦਮਸ਼ੁਮਾਰੀ 2027 ਲਈ ਹਰਘਰ ਵੱਲੋਂ bbox=[21, 443, 117, 452]
masthead-paper-name: ਅਜੀਤ bbox=[340, 20, 421, 60]
headline-c2-3: ਰਾਸ਼ਟਰੀ ਆਯੁਰਵੈਦਿਕ ਦਾ ਸ਼ਾਨਦਾਰ ਦਿਨਾਂ bbox=[159, 549, 245, 556]
photo-caption: ਕਲੱਬ ਦੇ ਮੈਂਬਰ ਮੀਟਿੰਗ ਦੌਰਾਨ ਹਾਜ਼ਰ ਹੋਏ ਦਿਖਾਈ ਦਿੰਦੇ bbox=[309, 307, 361, 311]
page-number-badge: 9 bbox=[640, 32, 663, 55]
body-text-c3-i: ਫਿਰੋਜ਼ਪੁਰ, 22 ਅਕਤੂਬਰ (ਨਿਜ ਪ੍ਰਤੀਨਿਧ)- ਜ਼ਿਲ੍ਹਾ ਪ੍ਰਸ਼ਾਸਨ ਵੱਲੋਂ ਕਿਸਾਨਾਂ ਦੀ ਸਹੂਲਤ ਲਈ ਮੰਡੀਆਂ ਵਿੱਚ ਪੁਖਤਾ ਪ੍ਰਬੰਧ ਕੀਤੇ ਗਏ ਹਨ ਤਾਂ ਜੋ ਕਿਸਾਨਾਂ ਨੂੰ ਆਪਣੀ ਫ਼ਸਲ ਵੇਚਣ ਵਿੱਚ ਕਿਸੇ ਤਰ੍ਹਾਂ ਦੀ ਕੋਈ ਦਿੱਕਤ ਪੇਸ਼ ਨਾ ਆਵੇ। ਉਨ੍ਹਾਂ ਕਿਹਾ ਕਿ ਖ਼ਰੀਦ ਏਜੰਸੀਆਂ ਵੱਲੋਂ ਨਿਰੰਤਰ ਖ਼ਰੀਦ ਕੀਤੀ ਜਾ ਰਹੀ ਹੈ ਅਤੇ ਲਿਫ਼ਟਿੰਗ ਦਾ ਕੰਮ ਵੀ ਤੇਜ਼ੀ ਨਾਲ ਚੱਲ ਰਿਹਾ ਹੈ। ਉਨ੍ਹਾਂ ਕਿਸਾਨਾਂ ਨੂੰ ਅਪੀਲ ਕੀਤੀ ਕਿ ਉਹ ਆਪਣੀ ਫ਼ਸਲ ਸੁਕਾ ਕੇ ਮੰਡੀਆਂ ਵਿੱਚ ਲਿਆਉਣ ਤਾਂ ਜੋ ਖ਼ਰੀਦ ਵਿੱਚ ਕੋਈ ਦੇਰੀ ਨਾ ਹੋਵੇ। ਇਸ ਮੌਕੇ ਅਧਿਕਾਰੀਆਂ ਨੇ ਵੀ ਆਪਣੇ ਵਿਚਾਰ ਪ੍ਰਗਟ ਕੀਤੇ ਅਤੇ ਪ੍ਰਬੰਧਾਂ ਦੀ ਸਮੀਖਿਆ ਕੀਤੀ ਗਈ। bbox=[358, 649, 399, 709]
photo-club-event bbox=[536, 68, 672, 156]
photo-caption: ਵਿਦਿਆਰਥੀ ਸਮਾਗਮ ਦੌਰਾਨ ਹਾਜ਼ਰ ਹੋਏ ਦਿਖਾਈ ਦਿੰਦੇ ਹਨ bbox=[576, 628, 632, 632]
body-text-c1-c: ਫਿਰੋਜ਼ਪੁਰ, 22 ਅਕਤੂਬਰ (ਨਿਜ ਪ੍ਰਤੀਨਿਧ)- ਜ਼ਿਲ੍ਹਾ ਪ੍ਰਸ਼ਾਸਨ ਵੱਲੋਂ ਕਿਸਾਨਾਂ ਦੀ ਸਹੂਲਤ ਲਈ ਮੰਡੀਆਂ ਵਿੱਚ ਪੁਖਤਾ ਪ੍ਰਬੰਧ ਕੀਤੇ ਗਏ ਹਨ ਤਾਂ ਜੋ ਕਿਸਾਨਾਂ ਨੂੰ ਆਪਣੀ ਫ਼ਸਲ ਵੇਚਣ ਵਿੱਚ ਕਿਸੇ ਤਰ੍ਹਾਂ ਦੀ ਕੋਈ ਦਿੱਕਤ ਪੇਸ਼ ਨਾ ਆਵੇ। ਉਨ੍ਹਾਂ ਕਿਹਾ ਕਿ ਖ਼ਰੀਦ ਏਜੰਸੀਆਂ ਵੱਲੋਂ ਨਿਰੰਤਰ ਖ਼ਰੀਦ ਕੀਤੀ ਜਾ ਰਹੀ ਹੈ ਅਤੇ ਲਿਫ਼ਟਿੰਗ ਦਾ ਕੰਮ ਵੀ ਤੇਜ਼ੀ ਨਾਲ ਚੱਲ ਰਿਹਾ ਹੈ। ਉਨ੍ਹਾਂ ਕਿਸਾਨਾਂ ਨੂੰ ਅਪੀਲ ਕੀਤੀ ਕਿ ਉਹ ਆਪਣੀ ਫ਼ਸਲ ਸੁਕਾ ਕੇ ਮੰਡੀਆਂ ਵਿੱਚ ਲਿਆਉਣ ਤਾਂ ਜੋ ਖ਼ਰੀਦ ਵਿੱਚ ਕੋਈ ਦੇਰੀ ਨਾ ਹੋਵੇ। ਇਸ ਮੌਕੇ ਅਧਿਕਾਰੀਆਂ ਨੇ ਵੀ ਆਪਣੇ ਵਿਚਾਰ ਪ੍ਰਗਟ ਕੀਤੇ ਅਤੇ ਪ੍ਰਬੰਧਾਂ ਦੀ ਸਮੀਖਿਆ ਕੀਤੀ ਗਈ। bbox=[92, 196, 133, 256]
student-portrait bbox=[216, 504, 240, 540]
photo-earth-day-school bbox=[271, 577, 399, 643]
photo-deputy-commissioner bbox=[244, 95, 294, 141]
student-portrait bbox=[190, 504, 214, 540]
print-registration-bar bbox=[0, 0, 677, 10]
body-text-c4-f: ਫਿਰੋਜ਼ਪੁਰ, 22 ਅਕਤੂਬਰ (ਨਿਜ ਪ੍ਰਤੀਨਿਧ)- ਜ਼ਿਲ੍ਹਾ ਪ੍ਰਸ਼ਾਸਨ ਵੱਲੋਂ ਕਿਸਾਨਾਂ ਦੀ ਸਹੂਲਤ ਲਈ ਮੰਡੀਆਂ ਵਿੱਚ ਪੁਖਤਾ ਪ੍ਰਬੰਧ ਕੀਤੇ ਗਏ ਹਨ ਤਾਂ ਜੋ ਕਿਸਾਨਾਂ ਨੂੰ ਆਪਣੀ ਫ਼ਸਲ ਵੇਚਣ ਵਿੱਚ ਕਿਸੇ ਤਰ੍ਹਾਂ ਦੀ ਕੋਈ ਦਿੱਕਤ ਪੇਸ਼ ਨਾ ਆਵੇ। ਉਨ੍ਹਾਂ ਕਿਹਾ ਕਿ ਖ਼ਰੀਦ ਏਜੰਸੀਆਂ ਵੱਲੋਂ ਨਿਰੰਤਰ ਖ਼ਰੀਦ ਕੀਤੀ ਜਾ ਰਹੀ ਹੈ ਅਤੇ ਲਿਫ਼ਟਿੰਗ ਦਾ ਕੰਮ ਵੀ ਤੇਜ਼ੀ ਨਾਲ ਚੱਲ ਰਿਹਾ ਹੈ। ਉਨ੍ਹਾਂ ਕਿਸਾਨਾਂ ਨੂੰ ਅਪੀਲ ਕੀਤੀ ਕਿ ਉਹ ਆਪਣੀ ਫ਼ਸਲ ਸੁਕਾ ਕੇ ਮੰਡੀਆਂ ਵਿੱਚ ਲਿਆਉਣ ਤਾਂ ਜੋ ਖ਼ਰੀਦ ਵਿੱਚ ਕੋਈ ਦੇਰੀ ਨਾ ਹੋਵੇ। ਇਸ ਮੌਕੇ ਅਧਿਕਾਰੀਆਂ ਨੇ ਵੀ ਆਪਣੇ ਵਿਚਾਰ ਪ੍ਰਗਟ ਕੀਤੇ ਅਤੇ ਪ੍ਰਬੰਧਾਂ ਦੀ ਸਮੀਖਿਆ ਕੀਤੀ ਗਈ। bbox=[491, 147, 532, 207]
body-text-c3-e: ਫਿਰੋਜ਼ਪੁਰ, 22 ਅਕਤੂਬਰ (ਨਿਜ ਪ੍ਰਤੀਨਿਧ)- ਜ਼ਿਲ੍ਹਾ ਪ੍ਰਸ਼ਾਸਨ ਵੱਲੋਂ ਕਿਸਾਨਾਂ ਦੀ ਸਹੂਲਤ ਲਈ ਮੰਡੀਆਂ ਵਿੱਚ ਪੁਖਤਾ ਪ੍ਰਬੰਧ ਕੀਤੇ ਗਏ ਹਨ ਤਾਂ ਜੋ ਕਿਸਾਨਾਂ ਨੂੰ ਆਪਣੀ ਫ਼ਸਲ ਵੇਚਣ ਵਿੱਚ ਕਿਸੇ ਤਰ੍ਹਾਂ ਦੀ ਕੋਈ ਦਿੱਕਤ ਪੇਸ਼ ਨਾ ਆਵੇ। ਉਨ੍ਹਾਂ ਕਿਹਾ ਕਿ ਖ਼ਰੀਦ ਏਜੰਸੀਆਂ ਵੱਲੋਂ ਨਿਰੰਤਰ ਖ਼ਰੀਦ ਕੀਤੀ ਜਾ ਰਹੀ ਹੈ ਅਤੇ ਲਿਫ਼ਟਿੰਗ ਦਾ ਕੰਮ ਵੀ ਤੇਜ਼ੀ ਨਾਲ ਚੱਲ ਰਿਹਾ ਹੈ। ਉਨ੍ਹਾਂ ਕਿਸਾਨਾਂ ਨੂੰ ਅਪੀਲ ਕੀਤੀ ਕਿ ਉਹ ਆਪਣੀ ਫ਼ਸਲ ਸੁਕਾ ਕੇ ਮੰਡੀਆਂ ਵਿੱਚ ਲਿਆਉਣ ਤਾਂ ਜੋ ਖ਼ਰੀਦ ਵਿੱਚ ਕੋਈ ਦੇਰੀ ਨਾ ਹੋਵੇ। ਇਸ ਮੌਕੇ ਅਧਿਕਾਰੀਆਂ ਨੇ ਵੀ ਆਪਣੇ ਵਿਚਾਰ ਪ੍ਰਗਟ ਕੀਤੇ ਅਤੇ ਪ੍ਰਬੰਧਾਂ ਦੀ ਸਮੀਖਿਆ ਕੀਤੀ ਗਈ। bbox=[314, 486, 356, 547]
body-text-c4-g: ਫਿਰੋਜ਼ਪੁਰ, 22 ਅਕਤੂਬਰ (ਨਿਜ ਪ੍ਰਤੀਨਿਧ)- ਜ਼ਿਲ੍ਹਾ ਪ੍ਰਸ਼ਾਸਨ ਵੱਲੋਂ ਕਿਸਾਨਾਂ ਦੀ ਸਹੂਲਤ ਲਈ ਮੰਡੀਆਂ ਵਿੱਚ ਪੁਖਤਾ ਪ੍ਰਬੰਧ ਕੀਤੇ ਗਏ ਹਨ ਤਾਂ ਜੋ ਕਿਸਾਨਾਂ ਨੂੰ ਆਪਣੀ ਫ਼ਸਲ ਵੇਚਣ ਵਿੱਚ ਕਿਸੇ ਤਰ੍ਹਾਂ ਦੀ ਕੋਈ ਦਿੱਕਤ ਪੇਸ਼ ਨਾ ਆਵੇ। ਉਨ੍ਹਾਂ ਕਿਹਾ ਕਿ ਖ਼ਰੀਦ ਏਜੰਸੀਆਂ ਵੱਲੋਂ ਨਿਰੰਤਰ ਖ਼ਰੀਦ ਕੀਤੀ ਜਾ ਰਹੀ ਹੈ ਅਤੇ ਲਿਫ਼ਟਿੰਗ ਦਾ ਕੰਮ ਵੀ ਤੇਜ਼ੀ ਨਾਲ ਚੱਲ ਰਿਹਾ ਹੈ। ਉਨ੍ਹਾਂ ਕਿਸਾਨਾਂ ਨੂੰ ਅਪੀਲ ਕੀਤੀ ਕਿ ਉਹ ਆਪਣੀ ਫ਼ਸਲ ਸੁਕਾ ਕੇ ਮੰਡੀਆਂ ਵਿੱਚ ਲਿਆਉਣ ਤਾਂ ਜੋ ਖ਼ਰੀਦ ਵਿੱਚ ਕੋਈ ਦੇਰੀ ਨਾ ਹੋਵੇ। ਇਸ ਮੌਕੇ ਅਧਿਕਾਰੀਆਂ ਨੇ ਵੀ ਆਪਣੇ ਵਿਚਾਰ ਪ੍ਰਗਟ ਕੀਤੇ ਅਤੇ ਪ੍ਰਬੰਧਾਂ ਦੀ ਸਮੀਖਿਆ ਕੀਤੀ ਗਈ। bbox=[404, 300, 445, 360]
body-text-c5-k: ਫਿਰੋਜ਼ਪੁਰ, 22 ਅਕਤੂਬਰ (ਨਿਜ ਪ੍ਰਤੀਨਿਧ)- ਜ਼ਿਲ੍ਹਾ ਪ੍ਰਸ਼ਾਸਨ ਵੱਲੋਂ ਕਿਸਾਨਾਂ ਦੀ ਸਹੂਲਤ ਲਈ ਮੰਡੀਆਂ ਵਿੱਚ ਪੁਖਤਾ ਪ੍ਰਬੰਧ ਕੀਤੇ ਗਏ ਹਨ ਤਾਂ ਜੋ ਕਿਸਾਨਾਂ ਨੂੰ ਆਪਣੀ ਫ਼ਸਲ ਵੇਚਣ ਵਿੱਚ ਕਿਸੇ ਤਰ੍ਹਾਂ ਦੀ ਕੋਈ ਦਿੱਕਤ ਪੇਸ਼ ਨਾ ਆਵੇ। ਉਨ੍ਹਾਂ ਕਿਹਾ ਕਿ ਖ਼ਰੀਦ ਏਜੰਸੀਆਂ ਵੱਲੋਂ ਨਿਰੰਤਰ ਖ਼ਰੀਦ ਕੀਤੀ ਜਾ ਰਹੀ ਹੈ ਅਤੇ ਲਿਫ਼ਟਿੰਗ ਦਾ ਕੰਮ ਵੀ ਤੇਜ਼ੀ ਨਾਲ ਚੱਲ ਰਿਹਾ ਹੈ। ਉਨ੍ਹਾਂ ਕਿਸਾਨਾਂ ਨੂੰ ਅਪੀਲ ਕੀਤੀ ਕਿ ਉਹ ਆਪਣੀ ਫ਼ਸਲ ਸੁਕਾ ਕੇ ਮੰਡੀਆਂ ਵਿੱਚ ਲਿਆਉਣ ਤਾਂ ਜੋ ਖ਼ਰੀਦ ਵਿੱਚ ਕੋਈ ਦੇਰੀ ਨਾ ਹੋਵੇ। ਇਸ ਮੌਕੇ ਅਧਿਕਾਰੀਆਂ ਨੇ ਵੀ ਆਪਣੇ ਵਿਚਾਰ ਪ੍ਰਗਟ ਕੀਤੇ ਅਤੇ ਪ੍ਰਬੰਧਾਂ ਦੀ ਸਮੀਖਿਆ ਕੀਤੀ ਗਈ। bbox=[582, 657, 626, 713]
photo-nanak-dev-school bbox=[536, 406, 672, 472]
body-text-c4-e: ਫਿਰੋਜ਼ਪੁਰ, 22 ਅਕਤੂਬਰ (ਨਿਜ ਪ੍ਰਤੀਨਿਧ)- ਜ਼ਿਲ੍ਹਾ ਪ੍ਰਸ਼ਾਸਨ ਵੱਲੋਂ ਕਿਸਾਨਾਂ ਦੀ ਸਹੂਲਤ ਲਈ ਮੰਡੀਆਂ ਵਿੱਚ ਪੁਖਤਾ ਪ੍ਰਬੰਧ ਕੀਤੇ ਗਏ ਹਨ ਤਾਂ ਜੋ ਕਿਸਾਨਾਂ ਨੂੰ ਆਪਣੀ ਫ਼ਸਲ ਵੇਚਣ ਵਿੱਚ ਕਿਸੇ ਤਰ੍ਹਾਂ ਦੀ ਕੋਈ ਦਿੱਕਤ ਪੇਸ਼ ਨਾ ਆਵੇ। ਉਨ੍ਹਾਂ ਕਿਹਾ ਕਿ ਖ਼ਰੀਦ ਏਜੰਸੀਆਂ ਵੱਲੋਂ ਨਿਰੰਤਰ ਖ਼ਰੀਦ ਕੀਤੀ ਜਾ ਰਹੀ ਹੈ ਅਤੇ ਲਿਫ਼ਟਿੰਗ ਦਾ ਕੰਮ ਵੀ ਤੇਜ਼ੀ ਨਾਲ ਚੱਲ ਰਿਹਾ ਹੈ। ਉਨ੍ਹਾਂ ਕਿਸਾਨਾਂ ਨੂੰ ਅਪੀਲ ਕੀਤੀ ਕਿ ਉਹ ਆਪਣੀ ਫ਼ਸਲ ਸੁਕਾ ਕੇ ਮੰਡੀਆਂ ਵਿੱਚ ਲਿਆਉਣ ਤਾਂ ਜੋ ਖ਼ਰੀਦ ਵਿੱਚ ਕੋਈ ਦੇਰੀ ਨਾ ਹੋਵੇ। ਇਸ ਮੌਕੇ ਅਧਿਕਾਰੀਆਂ ਨੇ ਵੀ ਆਪਣੇ ਵਿਚਾਰ ਪ੍ਰਗਟ ਕੀਤੇ ਅਤੇ ਪ੍ਰਬੰਧਾਂ ਦੀ ਸਮੀਖਿਆ ਕੀਤੀ ਗਈ। bbox=[447, 147, 489, 207]
photo-census-training bbox=[5, 534, 133, 621]
column-4 bbox=[404, 68, 532, 1075]
headline-c4-1: ਜ਼ਿਲ੍ਹਾ ਪੱਧਰੀ ਸਮਾਗਮ ਦੌਰਾਨ ਸਨਮਾਨਿਤ bbox=[425, 135, 511, 142]
body-text-c5-h: ਫਿਰੋਜ਼ਪੁਰ, 22 ਅਕਤੂਬਰ (ਨਿਜ ਪ੍ਰਤੀਨਿਧ)- ਜ਼ਿਲ੍ਹਾ ਪ੍ਰਸ਼ਾਸਨ ਵੱਲੋਂ ਕਿਸਾਨਾਂ ਦੀ ਸਹੂਲਤ ਲਈ ਮੰਡੀਆਂ ਵਿੱਚ ਪੁਖਤਾ ਪ੍ਰਬੰਧ ਕੀਤੇ ਗਏ ਹਨ ਤਾਂ ਜੋ ਕਿਸਾਨਾਂ ਨੂੰ ਆਪਣੀ ਫ਼ਸਲ ਵੇਚਣ ਵਿੱਚ ਕਿਸੇ ਤਰ੍ਹਾਂ ਦੀ ਕੋਈ ਦਿੱਕਤ ਪੇਸ਼ ਨਾ ਆਵੇ। ਉਨ੍ਹਾਂ ਕਿਹਾ ਕਿ ਖ਼ਰੀਦ ਏਜੰਸੀਆਂ ਵੱਲੋਂ ਨਿਰੰਤਰ ਖ਼ਰੀਦ ਕੀਤੀ ਜਾ ਰਹੀ ਹੈ ਅਤੇ ਲਿਫ਼ਟਿੰਗ ਦਾ ਕੰਮ ਵੀ ਤੇਜ਼ੀ ਨਾਲ ਚੱਲ ਰਿਹਾ ਹੈ। ਉਨ੍ਹਾਂ ਕਿਸਾਨਾਂ ਨੂੰ ਅਪੀਲ ਕੀਤੀ ਕਿ ਉਹ ਆਪਣੀ ਫ਼ਸਲ ਸੁਕਾ ਕੇ ਮੰਡੀਆਂ ਵਿੱਚ ਲਿਆਉਣ ਤਾਂ ਜੋ ਖ਼ਰੀਦ ਵਿੱਚ ਕੋਈ ਦੇਰੀ ਨਾ ਹੋਵੇ। ਇਸ ਮੌਕੇ ਅਧਿਕਾਰੀਆਂ ਨੇ ਵੀ ਆਪਣੇ ਵਿਚਾਰ ਪ੍ਰਗਟ ਕੀਤੇ ਅਤੇ ਪ੍ਰਬੰਧਾਂ ਦੀ ਸਮੀਖਿਆ ਕੀਤੀ ਗਈ। bbox=[582, 504, 626, 560]
body-text-c5-l: ਫਿਰੋਜ਼ਪੁਰ, 22 ਅਕਤੂਬਰ (ਨਿਜ ਪ੍ਰਤੀਨਿਧ)- ਜ਼ਿਲ੍ਹਾ ਪ੍ਰਸ਼ਾਸਨ ਵੱਲੋਂ ਕਿਸਾਨਾਂ ਦੀ ਸਹੂਲਤ ਲਈ ਮੰਡੀਆਂ ਵਿੱਚ ਪੁਖਤਾ ਪ੍ਰਬੰਧ ਕੀਤੇ ਗਏ ਹਨ ਤਾਂ ਜੋ ਕਿਸਾਨਾਂ ਨੂੰ ਆਪਣੀ ਫ਼ਸਲ ਵੇਚਣ ਵਿੱਚ ਕਿਸੇ ਤਰ੍ਹਾਂ ਦੀ ਕੋਈ ਦਿੱਕਤ ਪੇਸ਼ ਨਾ ਆਵੇ। ਉਨ੍ਹਾਂ ਕਿਹਾ ਕਿ ਖ਼ਰੀਦ ਏਜੰਸੀਆਂ ਵੱਲੋਂ ਨਿਰੰਤਰ ਖ਼ਰੀਦ ਕੀਤੀ ਜਾ ਰਹੀ ਹੈ ਅਤੇ ਲਿਫ਼ਟਿੰਗ ਦਾ ਕੰਮ ਵੀ ਤੇਜ਼ੀ ਨਾਲ ਚੱਲ ਰਿਹਾ ਹੈ। ਉਨ੍ਹਾਂ ਕਿਸਾਨਾਂ ਨੂੰ ਅਪੀਲ ਕੀਤੀ ਕਿ ਉਹ ਆਪਣੀ ਫ਼ਸਲ ਸੁਕਾ ਕੇ ਮੰਡੀਆਂ ਵਿੱਚ ਲਿਆਉਣ ਤਾਂ ਜੋ ਖ਼ਰੀਦ ਵਿੱਚ ਕੋਈ ਦੇਰੀ ਨਾ ਹੋਵੇ। ਇਸ ਮੌਕੇ ਅਧਿਕਾਰੀਆਂ ਨੇ ਵੀ ਆਪਣੇ ਵਿਚਾਰ ਪ੍ਰਗਟ ਕੀਤੇ ਅਤੇ ਪ੍ਰਬੰਧਾਂ ਦੀ ਸਮੀਖਿਆ ਕੀਤੀ ਗਈ। bbox=[628, 657, 672, 713]
body-text-c5-b: ਫਿਰੋਜ਼ਪੁਰ, 22 ਅਕਤੂਬਰ (ਨਿਜ ਪ੍ਰਤੀਨਿਧ)- ਜ਼ਿਲ੍ਹਾ ਪ੍ਰਸ਼ਾਸਨ ਵੱਲੋਂ ਕਿਸਾਨਾਂ ਦੀ ਸਹੂਲਤ ਲਈ ਮੰਡੀਆਂ ਵਿੱਚ ਪੁਖਤਾ ਪ੍ਰਬੰਧ ਕੀਤੇ ਗਏ ਹਨ ਤਾਂ ਜੋ ਕਿਸਾਨਾਂ ਨੂੰ ਆਪਣੀ ਫ਼ਸਲ ਵੇਚਣ ਵਿੱਚ ਕਿਸੇ ਤਰ੍ਹਾਂ ਦੀ ਕੋਈ ਦਿੱਕਤ ਪੇਸ਼ ਨਾ ਆਵੇ। ਉਨ੍ਹਾਂ ਕਿਹਾ ਕਿ ਖ਼ਰੀਦ ਏਜੰਸੀਆਂ ਵੱਲੋਂ ਨਿਰੰਤਰ ਖ਼ਰੀਦ ਕੀਤੀ ਜਾ ਰਹੀ ਹੈ ਅਤੇ ਲਿਫ਼ਟਿੰਗ ਦਾ ਕੰਮ ਵੀ ਤੇਜ਼ੀ ਨਾਲ ਚੱਲ ਰਿਹਾ ਹੈ। ਉਨ੍ਹਾਂ ਕਿਸਾਨਾਂ ਨੂੰ ਅਪੀਲ ਕੀਤੀ ਕਿ ਉਹ ਆਪਣੀ ਫ਼ਸਲ ਸੁਕਾ ਕੇ ਮੰਡੀਆਂ ਵਿੱਚ ਲਿਆਉਣ ਤਾਂ ਜੋ ਖ਼ਰੀਦ ਵਿੱਚ ਕੋਈ ਦੇਰੀ ਨਾ ਹੋਵੇ। ਇਸ ਮੌਕੇ ਅਧਿਕਾਰੀਆਂ ਨੇ ਵੀ ਆਪਣੇ ਵਿਚਾਰ ਪ੍ਰਗਟ ਕੀਤੇ ਅਤੇ ਪ੍ਰਬੰਧਾਂ ਦੀ ਸਮੀਖਿਆ ਕੀਤੀ ਗਈ। bbox=[582, 187, 626, 244]
page-footer bbox=[5, 1076, 672, 1087]
photo-caption: ਡਿਪਟੀ ਕਮਿਸ਼ਨਰ ਦੀਪਸ਼ਿਖਾ ਸ਼ਰਮਾ bbox=[252, 142, 286, 146]
body-text-c1-b: ਫਿਰੋਜ਼ਪੁਰ, 22 ਅਕਤੂਬਰ (ਨਿਜ ਪ੍ਰਤੀਨਿਧ)- ਜ਼ਿਲ੍ਹਾ ਪ੍ਰਸ਼ਾਸਨ ਵੱਲੋਂ ਕਿਸਾਨਾਂ ਦੀ ਸਹੂਲਤ ਲਈ ਮੰਡੀਆਂ ਵਿੱਚ ਪੁਖਤਾ ਪ੍ਰਬੰਧ ਕੀਤੇ ਗਏ ਹਨ ਤਾਂ ਜੋ ਕਿਸਾਨਾਂ ਨੂੰ ਆਪਣੀ ਫ਼ਸਲ ਵੇਚਣ ਵਿੱਚ ਕਿਸੇ ਤਰ੍ਹਾਂ ਦੀ ਕੋਈ ਦਿੱਕਤ ਪੇਸ਼ ਨਾ ਆਵੇ। ਉਨ੍ਹਾਂ ਕਿਹਾ ਕਿ ਖ਼ਰੀਦ ਏਜੰਸੀਆਂ ਵੱਲੋਂ ਨਿਰੰਤਰ ਖ਼ਰੀਦ ਕੀਤੀ ਜਾ ਰਹੀ ਹੈ ਅਤੇ ਲਿਫ਼ਟਿੰਗ ਦਾ ਕੰਮ ਵੀ ਤੇਜ਼ੀ ਨਾਲ ਚੱਲ ਰਿਹਾ ਹੈ। ਉਨ੍ਹਾਂ ਕਿਸਾਨਾਂ ਨੂੰ ਅਪੀਲ ਕੀਤੀ ਕਿ ਉਹ ਆਪਣੀ ਫ਼ਸਲ ਸੁਕਾ ਕੇ ਮੰਡੀਆਂ ਵਿੱਚ ਲਿਆਉਣ ਤਾਂ ਜੋ ਖ਼ਰੀਦ ਵਿੱਚ ਕੋਈ ਦੇਰੀ ਨਾ ਹੋਵੇ। ਇਸ ਮੌਕੇ ਅਧਿਕਾਰੀਆਂ ਨੇ ਵੀ ਆਪਣੇ ਵਿਚਾਰ ਪ੍ਰਗਟ ਕੀਤੇ ਅਤੇ ਪ੍ਰਬੰਧਾਂ ਦੀ ਸਮੀਖਿਆ ਕੀਤੀ ਗਈ। bbox=[48, 196, 90, 256]
headline-c3-2: ਪਿੰਡ ਕਰਮਾਂ ਨੂੰ ਜਾਂਦੀ ਸੜਕ ਦਾ ਬੁਰਾ ਹਾਲ, ਰਾਹਗੀਰ ਪ੍ਰੇਸ਼ਾਨ bbox=[275, 379, 395, 397]
headline-c1-3b: ਫਿਰੋਜ਼ਪੁਰ ਵਿਚ 3 ਰੋਜ਼ਾ ਟ੍ਰੇਨਿੰਗ ਦੀ ਸ਼ੁਰੂਆਤ bbox=[16, 452, 122, 461]
photo-damaged-road bbox=[271, 407, 399, 481]
body-text-c4-l: ਫਿਰੋਜ਼ਪੁਰ, 22 ਅਕਤੂਬਰ (ਨਿਜ ਪ੍ਰਤੀਨਿਧ)- ਜ਼ਿਲ੍ਹਾ ਪ੍ਰਸ਼ਾਸਨ ਵੱਲੋਂ ਕਿਸਾਨਾਂ ਦੀ ਸਹੂਲਤ ਲਈ ਮੰਡੀਆਂ ਵਿੱਚ ਪੁਖਤਾ ਪ੍ਰਬੰਧ ਕੀਤੇ ਗਏ ਹਨ ਤਾਂ ਜੋ ਕਿਸਾਨਾਂ ਨੂੰ ਆਪਣੀ ਫ਼ਸਲ ਵੇਚਣ ਵਿੱਚ ਕਿਸੇ ਤਰ੍ਹਾਂ ਦੀ ਕੋਈ ਦਿੱਕਤ ਪੇਸ਼ ਨਾ ਆਵੇ। ਉਨ੍ਹਾਂ ਕਿਹਾ ਕਿ ਖ਼ਰੀਦ ਏਜੰਸੀਆਂ ਵੱਲੋਂ ਨਿਰੰਤਰ ਖ਼ਰੀਦ ਕੀਤੀ ਜਾ ਰਹੀ ਹੈ ਅਤੇ ਲਿਫ਼ਟਿੰਗ ਦਾ ਕੰਮ ਵੀ ਤੇਜ਼ੀ ਨਾਲ ਚੱਲ ਰਿਹਾ ਹੈ। ਉਨ੍ਹਾਂ ਕਿਸਾਨਾਂ ਨੂੰ ਅਪੀਲ ਕੀਤੀ ਕਿ ਉਹ ਆਪਣੀ ਫ਼ਸਲ ਸੁਕਾ ਕੇ ਮੰਡੀਆਂ ਵਿੱਚ ਲਿਆਉਣ ਤਾਂ ਜੋ ਖ਼ਰੀਦ ਵਿੱਚ ਕੋਈ ਦੇਰੀ ਨਾ ਹੋਵੇ। ਇਸ ਮੌਕੇ ਅਧਿਕਾਰੀਆਂ ਨੇ ਵੀ ਆਪਣੇ ਵਿਚਾਰ ਪ੍ਰਗਟ ਕੀਤੇ ਅਤੇ ਪ੍ਰਬੰਧਾਂ ਦੀ ਸਮੀਖਿਆ ਕੀਤੀ ਗਈ। bbox=[491, 390, 532, 450]
print-slug: P10 Firozpur-11 Jild 10/10/25 14:17:33 Page 1 bbox=[18, 2, 110, 7]
body-text-c4-i: ਫਿਰੋਜ਼ਪੁਰ, 22 ਅਕਤੂਬਰ (ਨਿਜ ਪ੍ਰਤੀਨਿਧ)- ਜ਼ਿਲ੍ਹਾ ਪ੍ਰਸ਼ਾਸਨ ਵੱਲੋਂ ਕਿਸਾਨਾਂ ਦੀ ਸਹੂਲਤ ਲਈ ਮੰਡੀਆਂ ਵਿੱਚ ਪੁਖਤਾ ਪ੍ਰਬੰਧ ਕੀਤੇ ਗਏ ਹਨ ਤਾਂ ਜੋ ਕਿਸਾਨਾਂ ਨੂੰ ਆਪਣੀ ਫ਼ਸਲ ਵੇਚਣ ਵਿੱਚ ਕਿਸੇ ਤਰ੍ਹਾਂ ਦੀ ਕੋਈ ਦਿੱਕਤ ਪੇਸ਼ ਨਾ ਆਵੇ। ਉਨ੍ਹਾਂ ਕਿਹਾ ਕਿ ਖ਼ਰੀਦ ਏਜੰਸੀਆਂ ਵੱਲੋਂ ਨਿਰੰਤਰ ਖ਼ਰੀਦ ਕੀਤੀ ਜਾ ਰਹੀ ਹੈ ਅਤੇ ਲਿਫ਼ਟਿੰਗ ਦਾ ਕੰਮ ਵੀ ਤੇਜ਼ੀ ਨਾਲ ਚੱਲ ਰਿਹਾ ਹੈ। ਉਨ੍ਹਾਂ ਕਿਸਾਨਾਂ ਨੂੰ ਅਪੀਲ ਕੀਤੀ ਕਿ ਉਹ ਆਪਣੀ ਫ਼ਸਲ ਸੁਕਾ ਕੇ ਮੰਡੀਆਂ ਵਿੱਚ ਲਿਆਉਣ ਤਾਂ ਜੋ ਖ਼ਰੀਦ ਵਿੱਚ ਕੋਈ ਦੇਰੀ ਨਾ ਹੋਵੇ। ਇਸ ਮੌਕੇ ਅਧਿਕਾਰੀਆਂ ਨੇ ਵੀ ਆਪਣੇ ਵਿਚਾਰ ਪ੍ਰਗਟ ਕੀਤੇ ਅਤੇ ਪ੍ਰਬੰਧਾਂ ਦੀ ਸਮੀਖਿਆ ਕੀਤੀ ਗਈ। bbox=[491, 300, 532, 360]
headline-c3-2-bullet: ◆ ਪਿੰਡ ਦੇ ਲੋਕਾਂ ਨੇ ਪ੍ਰਸ਼ਾਸਨ ਨੂੰ ਦਿੱਤੀਆਂ ਚਿਤਾਵਨੀਆਂ ਦਿੱਤੀਆਂ bbox=[287, 396, 383, 402]
photo-school-function bbox=[138, 638, 266, 718]
footer-cmyk: C M Y K bbox=[636, 1080, 673, 1084]
photo-market-scene bbox=[271, 712, 399, 806]
cmyk-strip bbox=[0, 0, 12, 9]
body-text-c4-k: ਫਿਰੋਜ਼ਪੁਰ, 22 ਅਕਤੂਬਰ (ਨਿਜ ਪ੍ਰਤੀਨਿਧ)- ਜ਼ਿਲ੍ਹਾ ਪ੍ਰਸ਼ਾਸਨ ਵੱਲੋਂ ਕਿਸਾਨਾਂ ਦੀ ਸਹੂਲਤ ਲਈ ਮੰਡੀਆਂ ਵਿੱਚ ਪੁਖਤਾ ਪ੍ਰਬੰਧ ਕੀਤੇ ਗਏ ਹਨ ਤਾਂ ਜੋ ਕਿਸਾਨਾਂ ਨੂੰ ਆਪਣੀ ਫ਼ਸਲ ਵੇਚਣ ਵਿੱਚ ਕਿਸੇ ਤਰ੍ਹਾਂ ਦੀ ਕੋਈ ਦਿੱਕਤ ਪੇਸ਼ ਨਾ ਆਵੇ। ਉਨ੍ਹਾਂ ਕਿਹਾ ਕਿ ਖ਼ਰੀਦ ਏਜੰਸੀਆਂ ਵੱਲੋਂ ਨਿਰੰਤਰ ਖ਼ਰੀਦ ਕੀਤੀ ਜਾ ਰਹੀ ਹੈ ਅਤੇ ਲਿਫ਼ਟਿੰਗ ਦਾ ਕੰਮ ਵੀ ਤੇਜ਼ੀ ਨਾਲ ਚੱਲ ਰਿਹਾ ਹੈ। ਉਨ੍ਹਾਂ ਕਿਸਾਨਾਂ ਨੂੰ ਅਪੀਲ ਕੀਤੀ ਕਿ ਉਹ ਆਪਣੀ ਫ਼ਸਲ ਸੁਕਾ ਕੇ ਮੰਡੀਆਂ ਵਿੱਚ ਲਿਆਉਣ ਤਾਂ ਜੋ ਖ਼ਰੀਦ ਵਿੱਚ ਕੋਈ ਦੇਰੀ ਨਾ ਹੋਵੇ। ਇਸ ਮੌਕੇ ਅਧਿਕਾਰੀਆਂ ਨੇ ਵੀ ਆਪਣੇ ਵਿਚਾਰ ਪ੍ਰਗਟ ਕੀਤੇ ਅਤੇ ਪ੍ਰਬੰਧਾਂ ਦੀ ਸਮੀਖਿਆ ਕੀਤੀ ਗਈ। bbox=[447, 390, 489, 450]
headline-c5-4: ਐਸ.ਐਸ. ਸਰਕਾਰੀ ਕਾਲਜ ਜ਼ਿਲ੍ਹਾਣ ਵਿਖੇ bbox=[565, 638, 643, 645]
headline-c5-4b: ਸਰਕਾਰੀ ਦਿਵਸ ਵੱਖ ਸਮਾਰੋਹ ਕਰਵਾਇਆ bbox=[566, 646, 642, 653]
body-text-c2-e: ਫਿਰੋਜ਼ਪੁਰ, 22 ਅਕਤੂਬਰ (ਨਿਜ ਪ੍ਰਤੀਨਿਧ)- ਜ਼ਿਲ੍ਹਾ ਪ੍ਰਸ਼ਾਸਨ ਵੱਲੋਂ ਕਿਸਾਨਾਂ ਦੀ ਸਹੂਲਤ ਲਈ ਮੰਡੀਆਂ ਵਿੱਚ ਪੁਖਤਾ ਪ੍ਰਬੰਧ ਕੀਤੇ ਗਏ ਹਨ ਤਾਂ ਜੋ ਕਿਸਾਨਾਂ ਨੂੰ ਆਪਣੀ ਫ਼ਸਲ ਵੇਚਣ ਵਿੱਚ ਕਿਸੇ ਤਰ੍ਹਾਂ ਦੀ ਕੋਈ ਦਿੱਕਤ ਪੇਸ਼ ਨਾ ਆਵੇ। ਉਨ੍ਹਾਂ ਕਿਹਾ ਕਿ ਖ਼ਰੀਦ ਏਜੰਸੀਆਂ ਵੱਲੋਂ ਨਿਰੰਤਰ ਖ਼ਰੀਦ ਕੀਤੀ ਜਾ ਰਹੀ ਹੈ ਅਤੇ ਲਿਫ਼ਟਿੰਗ ਦਾ ਕੰਮ ਵੀ ਤੇਜ਼ੀ ਨਾਲ ਚੱਲ ਰਿਹਾ ਹੈ। ਉਨ੍ਹਾਂ ਕਿਸਾਨਾਂ ਨੂੰ ਅਪੀਲ ਕੀਤੀ ਕਿ ਉਹ ਆਪਣੀ ਫ਼ਸਲ ਸੁਕਾ ਕੇ ਮੰਡੀਆਂ ਵਿੱਚ ਲਿਆਉਣ ਤਾਂ ਜੋ ਖ਼ਰੀਦ ਵਿੱਚ ਕੋਈ ਦੇਰੀ ਨਾ ਹੋਵੇ। ਇਸ ਮੌਕੇ ਅਧਿਕਾਰੀਆਂ ਨੇ ਵੀ ਆਪਣੇ ਵਿਚਾਰ ਪ੍ਰਗਟ ਕੀਤੇ ਅਤੇ ਪ੍ਰਬੰਧਾਂ ਦੀ ਸਮੀਖਿਆ ਕੀਤੀ ਗਈ। bbox=[181, 440, 223, 501]
photo-smart-room-inauguration bbox=[5, 286, 133, 370]
photo-students-durga bbox=[5, 68, 133, 162]
photo-club-meeting bbox=[271, 250, 399, 306]
headline-c1-1: ਪਾਰਟੀ ਵਿਰੁੱਧ ਮੰਦੇ ਵਿਦਿਆਰਥੀਆਂ ਦੀ ਛੁੱਟੀ ਵਧਾਇਆ bbox=[5, 173, 133, 182]
